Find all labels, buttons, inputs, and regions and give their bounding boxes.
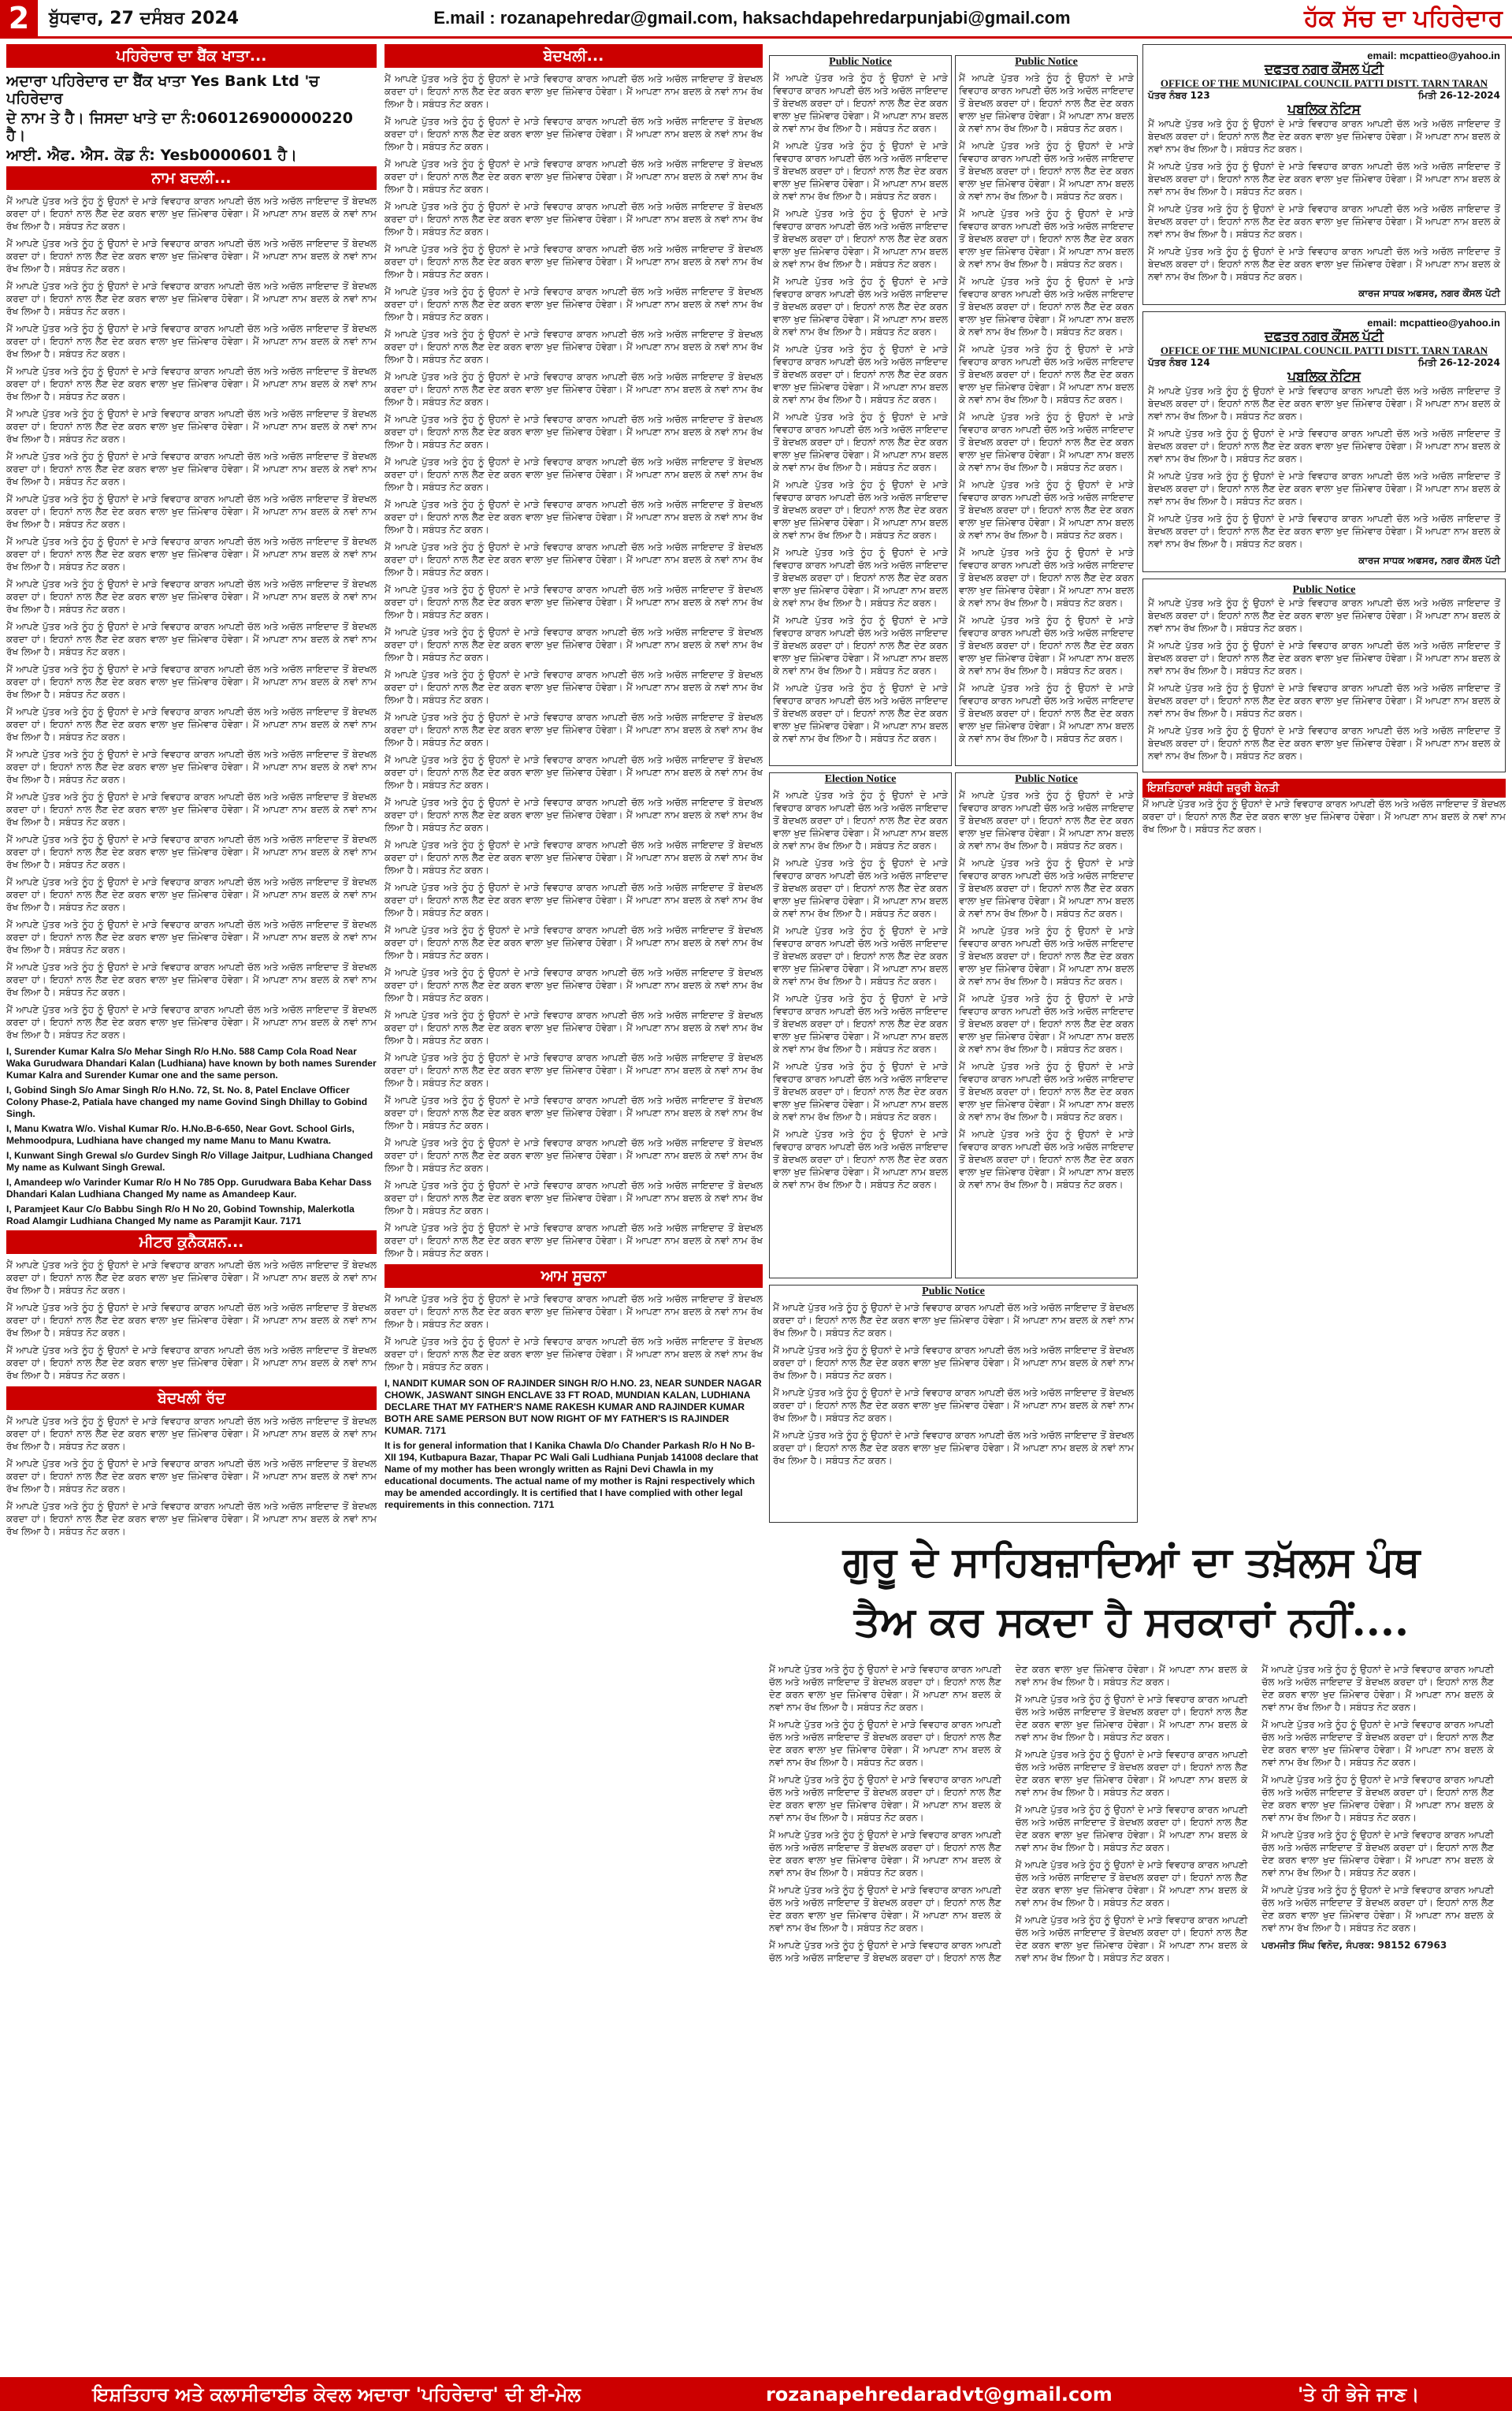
filler-text: ਮੈਂ ਆਪਣੇ ਪੁੱਤਰ ਅਤੇ ਨੂੰਹ ਨੂੰ ਉਹਨਾਂ ਦੇ ਮਾੜੇ ਵਿਵਹਾਰ ਕਾਰਨ ਆਪਣੀ ਚੱਲ ਅਤੇ ਅਚੱਲ ਜਾਇਦਾਦ ਤੋਂ ਬੇਦਖਲ ਕਰਦਾ ਹਾਂ। ਇਹਨਾਂ ਨਾਲ ਲੈਣ ਦੇਣ ਕਰਨ ਵਾਲਾ ਖੁਦ ਜ਼ਿੰਮੇਵਾਰ ਹੋਵੇਗਾ। ਮੈਂ ਆਪਣਾ ਨਾਮ ਬਦਲ ਕੇ ਨਵਾਂ ਨਾਮ ਰੱਖ ਲਿਆ ਹੈ। ਸਬੰਧਤ ਨੋਟ ਕਰਨ। [6, 1501, 377, 1537]
filler-text: ਮੈਂ ਆਪਣੇ ਪੁੱਤਰ ਅਤੇ ਨੂੰਹ ਨੂੰ ਉਹਨਾਂ ਦੇ ਮਾੜੇ ਵਿਵਹਾਰ ਕਾਰਨ ਆਪਣੀ ਚੱਲ ਅਤੇ ਅਚੱਲ ਜਾਇਦਾਦ ਤੋਂ ਬੇਦਖਲ ਕਰਦਾ ਹਾਂ। ਇਹਨਾਂ ਨਾਲ ਲੈਣ ਦੇਣ ਕਰਨ ਵਾਲਾ ਖੁਦ ਜ਼ਿੰਮੇਵਾਰ ਹੋਵੇਗਾ। ਮੈਂ ਆਪਣਾ ਨਾਮ ਬਦਲ ਕੇ ਨਵਾਂ ਨਾਮ ਰੱਖ ਲਿਆ ਹੈ। ਸਬੰਧਤ ਨੋਟ ਕਰਨ। [385, 499, 763, 535]
filler-text: ਮੈਂ ਆਪਣੇ ਪੁੱਤਰ ਅਤੇ ਨੂੰਹ ਨੂੰ ਉਹਨਾਂ ਦੇ ਮਾੜੇ ਵਿਵਹਾਰ ਕਾਰਨ ਆਪਣੀ ਚੱਲ ਅਤੇ ਅਚੱਲ ਜਾਇਦਾਦ ਤੋਂ ਬੇਦਖਲ ਕਰਦਾ ਹਾਂ। ਇਹਨਾਂ ਨਾਲ ਲੈਣ ਦੇਣ ਕਰਨ ਵਾਲਾ ਖੁਦ ਜ਼ਿੰਮੇਵਾਰ ਹੋਵੇਗਾ। ਮੈਂ ਆਪਣਾ ਨਾਮ ਬਦਲ ਕੇ ਨਵਾਂ ਨਾਮ ਰੱਖ ਲਿਆ ਹੈ। ਸਬੰਧਤ ਨੋਟ ਕਰਨ। [773, 1345, 1134, 1381]
notice-body [1148, 597, 1500, 762]
filler-text: ਮੈਂ ਆਪਣੇ ਪੁੱਤਰ ਅਤੇ ਨੂੰਹ ਨੂੰ ਉਹਨਾਂ ਦੇ ਮਾੜੇ ਵਿਵਹਾਰ ਕਾਰਨ ਆਪਣੀ ਚੱਲ ਅਤੇ ਅਚੱਲ ਜਾਇਦਾਦ ਤੋਂ ਬੇਦਖਲ ਕਰਦਾ ਹਾਂ। ਇਹਨਾਂ ਨਾਲ ਲੈਣ ਦੇਣ ਕਰਨ ਵਾਲਾ ਖੁਦ ਜ਼ਿੰਮੇਵਾਰ ਹੋਵੇਗਾ। ਮੈਂ ਆਪਣਾ ਨਾਮ ਬਦਲ ਕੇ ਨਵਾਂ ਨਾਮ ਰੱਖ ਲਿਆ ਹੈ। ਸਬੰਧਤ ਨੋਟ ਕਰਨ। [773, 140, 948, 202]
filler-text: ਮੈਂ ਆਪਣੇ ਪੁੱਤਰ ਅਤੇ ਨੂੰਹ ਨੂੰ ਉਹਨਾਂ ਦੇ ਮਾੜੇ ਵਿਵਹਾਰ ਕਾਰਨ ਆਪਣੀ ਚੱਲ ਅਤੇ ਅਚੱਲ ਜਾਇਦਾਦ ਤੋਂ ਬੇਦਖਲ ਕਰਦਾ ਹਾਂ। ਇਹਨਾਂ ਨਾਲ ਲੈਣ ਦੇਣ ਕਰਨ ਵਾਲਾ ਖੁਦ ਜ਼ਿੰਮੇਵਾਰ ਹੋਵੇਗਾ। ਮੈਂ ਆਪਣਾ ਨਾਮ ਬਦਲ ਕੇ ਨਵਾਂ ਨਾਮ ਰੱਖ ਲਿਆ ਹੈ। ਸਬੰਧਤ ਨੋਟ ਕਰਨ। [6, 621, 377, 657]
filler-text: ਮੈਂ ਆਪਣੇ ਪੁੱਤਰ ਅਤੇ ਨੂੰਹ ਨੂੰ ਉਹਨਾਂ ਦੇ ਮਾੜੇ ਵਿਵਹਾਰ ਕਾਰਨ ਆਪਣੀ ਚੱਲ ਅਤੇ ਅਚੱਲ ਜਾਇਦਾਦ ਤੋਂ ਬੇਦਖਲ ਕਰਦਾ ਹਾਂ। ਇਹਨਾਂ ਨਾਲ ਲੈਣ ਦੇਣ ਕਰਨ ਵਾਲਾ ਖੁਦ ਜ਼ਿੰਮੇਵਾਰ ਹੋਵੇਗਾ। ਮੈਂ ਆਪਣਾ ਨਾਮ ਬਦਲ ਕੇ ਨਵਾਂ ਨਾਮ ਰੱਖ ਲਿਆ ਹੈ। ਸਬੰਧਤ ਨੋਟ ਕਰਨ। [1261, 1774, 1494, 1823]
filler-text: ਮੈਂ ਆਪਣੇ ਪੁੱਤਰ ਅਤੇ ਨੂੰਹ ਨੂੰ ਉਹਨਾਂ ਦੇ ਮਾੜੇ ਵਿਵਹਾਰ ਕਾਰਨ ਆਪਣੀ ਚੱਲ ਅਤੇ ਅਚੱਲ ਜਾਇਦਾਦ ਤੋਂ ਬੇਦਖਲ ਕਰਦਾ ਹਾਂ। ਇਹਨਾਂ ਨਾਲ ਲੈਣ ਦੇਣ ਕਰਨ ਵਾਲਾ ਖੁਦ ਜ਼ਿੰਮੇਵਾਰ ਹੋਵੇਗਾ। ਮੈਂ ਆਪਣਾ ਨਾਮ ਬਦਲ ਕੇ ਨਵਾਂ ਨਾਮ ਰੱਖ ਲਿਆ ਹੈ। ਸਬੰਧਤ ਨੋਟ ਕਰਨ। [385, 1052, 763, 1088]
filler-text: ਮੈਂ ਆਪਣੇ ਪੁੱਤਰ ਅਤੇ ਨੂੰਹ ਨੂੰ ਉਹਨਾਂ ਦੇ ਮਾੜੇ ਵਿਵਹਾਰ ਕਾਰਨ ਆਪਣੀ ਚੱਲ ਅਤੇ ਅਚੱਲ ਜਾਇਦਾਦ ਤੋਂ ਬੇਦਖਲ ਕਰਦਾ ਹਾਂ। ਇਹਨਾਂ ਨਾਲ ਲੈਣ ਦੇਣ ਕਰਨ ਵਾਲਾ ਖੁਦ ਜ਼ਿੰਮੇਵਾਰ ਹੋਵੇਗਾ। ਮੈਂ ਆਪਣਾ ਨਾਮ ਬਦਲ ਕੇ ਨਵਾਂ ਨਾਮ ਰੱਖ ਲਿਆ ਹੈ। ਸਬੰਧਤ ਨੋਟ ਕਰਨ। [773, 208, 948, 270]
notice-body [956, 786, 1137, 1199]
filler-text: ਮੈਂ ਆਪਣੇ ਪੁੱਤਰ ਅਤੇ ਨੂੰਹ ਨੂੰ ਉਹਨਾਂ ਦੇ ਮਾੜੇ ਵਿਵਹਾਰ ਕਾਰਨ ਆਪਣੀ ਚੱਲ ਅਤੇ ਅਚੱਲ ਜਾਇਦਾਦ ਤੋਂ ਬੇਦਖਲ ਕਰਦਾ ਹਾਂ। ਇਹਨਾਂ ਨਾਲ ਲੈਣ ਦੇਣ ਕਰਨ ਵਾਲਾ ਖੁਦ ਜ਼ਿੰਮੇਵਾਰ ਹੋਵੇਗਾ। ਮੈਂ ਆਪਣਾ ਨਾਮ ਬਦਲ ਕੇ ਨਵਾਂ ਨਾਮ ਰੱਖ ਲਿਆ ਹੈ। ਸਬੰਧਤ ਨੋਟ ਕਰਨ। [773, 547, 948, 608]
notice-title: ਪਬਲਿਕ ਨੋਟਿਸ [1287, 369, 1361, 384]
filler-text: ਮੈਂ ਆਪਣੇ ਪੁੱਤਰ ਅਤੇ ਨੂੰਹ ਨੂੰ ਉਹਨਾਂ ਦੇ ਮਾੜੇ ਵਿਵਹਾਰ ਕਾਰਨ ਆਪਣੀ ਚੱਲ ਅਤੇ ਅਚੱਲ ਜਾਇਦਾਦ ਤੋਂ ਬੇਦਖਲ ਕਰਦਾ ਹਾਂ। ਇਹਨਾਂ ਨਾਲ ਲੈਣ ਦੇਣ ਕਰਨ ਵਾਲਾ ਖੁਦ ਜ਼ਿੰਮੇਵਾਰ ਹੋਵੇਗਾ। ਮੈਂ ਆਪਣਾ ਨਾਮ ਬਦਲ ਕੇ ਨਵਾਂ ਨਾਮ ਰੱਖ ਲਿਆ ਹੈ। ਸਬੰਧਤ ਨੋਟ ਕਰਨ। [6, 195, 377, 232]
english-notice: I, Paramjeet Kaur C/o Babbu Singh R/o H No 20, Gobind Township, Malerkotla Road Alamgir Ludhiana Changed My name as Paramjit Kaur. 7171 [6, 1204, 355, 1226]
filler-text: ਮੈਂ ਆਪਣੇ ਪੁੱਤਰ ਅਤੇ ਨੂੰਹ ਨੂੰ ਉਹਨਾਂ ਦੇ ਮਾੜੇ ਵਿਵਹਾਰ ਕਾਰਨ ਆਪਣੀ ਚੱਲ ਅਤੇ ਅਚੱਲ ਜਾਇਦਾਦ ਤੋਂ ਬੇਦਖਲ ਕਰਦਾ ਹਾਂ। ਇਹਨਾਂ ਨਾਲ ਲੈਣ ਦੇਣ ਕਰਨ ਵਾਲਾ ਖੁਦ ਜ਼ਿੰਮੇਵਾਰ ਹੋਵੇਗਾ। ਮੈਂ ਆਪਣਾ ਨਾਮ ਬਦਲ ਕੇ ਨਵਾਂ ਨਾਮ ਰੱਖ ਲਿਆ ਹੈ। ਸਬੰਧਤ ਨੋਟ ਕਰਨ। [385, 1336, 763, 1372]
filler-text: ਮੈਂ ਆਪਣੇ ਪੁੱਤਰ ਅਤੇ ਨੂੰਹ ਨੂੰ ਉਹਨਾਂ ਦੇ ਮਾੜੇ ਵਿਵਹਾਰ ਕਾਰਨ ਆਪਣੀ ਚੱਲ ਅਤੇ ਅਚੱਲ ਜਾਇਦਾਦ ਤੋਂ ਬੇਦਖਲ ਕਰਦਾ ਹਾਂ। ਇਹਨਾਂ ਨਾਲ ਲੈਣ ਦੇਣ ਕਰਨ ਵਾਲਾ ਖੁਦ ਜ਼ਿੰਮੇਵਾਰ ਹੋਵੇਗਾ। ਮੈਂ ਆਪਣਾ ਨਾਮ ਬਦਲ ਕੇ ਨਵਾਂ ਨਾਮ ਰੱਖ ਲਿਆ ਹੈ। ਸਬੰਧਤ ਨੋਟ ਕਰਨ। [385, 627, 763, 663]
filler-text: ਮੈਂ ਆਪਣੇ ਪੁੱਤਰ ਅਤੇ ਨੂੰਹ ਨੂੰ ਉਹਨਾਂ ਦੇ ਮਾੜੇ ਵਿਵਹਾਰ ਕਾਰਨ ਆਪਣੀ ਚੱਲ ਅਤੇ ਅਚੱਲ ਜਾਇਦਾਦ ਤੋਂ ਬੇਦਖਲ ਕਰਦਾ ਹਾਂ। ਇਹਨਾਂ ਨਾਲ ਲੈਣ ਦੇਣ ਕਰਨ ਵਾਲਾ ਖੁਦ ਜ਼ਿੰਮੇਵਾਰ ਹੋਵੇਗਾ। ਮੈਂ ਆਪਣਾ ਨਾਮ ਬਦਲ ਕੇ ਨਵਾਂ ਨਾਮ ਰੱਖ ਲਿਆ ਹੈ। ਸਬੰਧਤ ਨੋਟ ਕਰਨ। [1148, 203, 1500, 240]
filler-text: ਮੈਂ ਆਪਣੇ ਪੁੱਤਰ ਅਤੇ ਨੂੰਹ ਨੂੰ ਉਹਨਾਂ ਦੇ ਮਾੜੇ ਵਿਵਹਾਰ ਕਾਰਨ ਆਪਣੀ ਚੱਲ ਅਤੇ ਅਚੱਲ ਜਾਇਦਾਦ ਤੋਂ ਬੇਦਖਲ ਕਰਦਾ ਹਾਂ। ਇਹਨਾਂ ਨਾਲ ਲੈਣ ਦੇਣ ਕਰਨ ਵਾਲਾ ਖੁਦ ਜ਼ਿੰਮੇਵਾਰ ਹੋਵੇਗਾ। ਮੈਂ ਆਪਣਾ ਨਾਮ ਬਦਲ ਕੇ ਨਵਾਂ ਨਾਮ ਰੱਖ ਲਿਆ ਹੈ। ਸਬੰਧਤ ਨੋਟ ਕਰਨ। [1142, 798, 1506, 835]
filler-text: ਮੈਂ ਆਪਣੇ ਪੁੱਤਰ ਅਤੇ ਨੂੰਹ ਨੂੰ ਉਹਨਾਂ ਦੇ ਮਾੜੇ ਵਿਵਹਾਰ ਕਾਰਨ ਆਪਣੀ ਚੱਲ ਅਤੇ ਅਚੱਲ ਜਾਇਦਾਦ ਤੋਂ ਬੇਦਖਲ ਕਰਦਾ ਹਾਂ। ਇਹਨਾਂ ਨਾਲ ਲੈਣ ਦੇਣ ਕਰਨ ਵਾਲਾ ਖੁਦ ਜ਼ਿੰਮੇਵਾਰ ਹੋਵੇਗਾ। ਮੈਂ ਆਪਣਾ ਨਾਮ ਬਦਲ ਕੇ ਨਵਾਂ ਨਾਮ ਰੱਖ ਲਿਆ ਹੈ। ਸਬੰਧਤ ਨੋਟ ਕਰਨ। [773, 1302, 1134, 1338]
article-author: ਪਰਮਜੀਤ ਸਿੰਘ ਵਿਨੋਦ, ਸੰਪਰਕ: 98152 67963 [1261, 1940, 1447, 1951]
filler-text: ਮੈਂ ਆਪਣੇ ਪੁੱਤਰ ਅਤੇ ਨੂੰਹ ਨੂੰ ਉਹਨਾਂ ਦੇ ਮਾੜੇ ਵਿਵਹਾਰ ਕਾਰਨ ਆਪਣੀ ਚੱਲ ਅਤੇ ਅਚੱਲ ਜਾਇਦਾਦ ਤੋਂ ਬੇਦਖਲ ਕਰਦਾ ਹਾਂ। ਇਹਨਾਂ ਨਾਲ ਲੈਣ ਦੇਣ ਕਰਨ ਵਾਲਾ ਖੁਦ ਜ਼ਿੰਮੇਵਾਰ ਹੋਵੇਗਾ। ਮੈਂ ਆਪਣਾ ਨਾਮ ਬਦਲ ਕੇ ਨਵਾਂ ਨਾਮ ਰੱਖ ਲਿਆ ਹੈ। ਸਬੰਧਤ ਨੋਟ ਕਰਨ। [1015, 1749, 1248, 1798]
disown-notices [385, 73, 763, 1259]
filler-text: ਮੈਂ ਆਪਣੇ ਪੁੱਤਰ ਅਤੇ ਨੂੰਹ ਨੂੰ ਉਹਨਾਂ ਦੇ ਮਾੜੇ ਵਿਵਹਾਰ ਕਾਰਨ ਆਪਣੀ ਚੱਲ ਅਤੇ ਅਚੱਲ ਜਾਇਦਾਦ ਤੋਂ ਬੇਦਖਲ ਕਰਦਾ ਹਾਂ। ਇਹਨਾਂ ਨਾਲ ਲੈਣ ਦੇਣ ਕਰਨ ਵਾਲਾ ਖੁਦ ਜ਼ਿੰਮੇਵਾਰ ਹੋਵੇਗਾ। ਮੈਂ ਆਪਣਾ ਨਾਮ ਬਦਲ ਕੇ ਨਵਾਂ ਨਾਮ ਰੱਖ ਲਿਆ ਹੈ। ਸਬੰਧਤ ਨੋਟ ਕਰਨ। [6, 1458, 377, 1494]
filler-text: ਮੈਂ ਆਪਣੇ ਪੁੱਤਰ ਅਤੇ ਨੂੰਹ ਨੂੰ ਉਹਨਾਂ ਦੇ ਮਾੜੇ ਵਿਵਹਾਰ ਕਾਰਨ ਆਪਣੀ ਚੱਲ ਅਤੇ ਅਚੱਲ ਜਾਇਦਾਦ ਤੋਂ ਬੇਦਖਲ ਕਰਦਾ ਹਾਂ। ਇਹਨਾਂ ਨਾਲ ਲੈਣ ਦੇਣ ਕਰਨ ਵਾਲਾ ਖੁਦ ਜ਼ਿੰਮੇਵਾਰ ਹੋਵੇਗਾ। ਮੈਂ ਆਪਣਾ ਨਾਮ ਬਦਲ ਕੇ ਨਵਾਂ ਨਾਮ ਰੱਖ ਲਿਆ ਹੈ। ਸਬੰਧਤ ਨੋਟ ਕਰਨ। [385, 116, 763, 152]
office-title-pa: ਦਫਤਰ ਨਗਰ ਕੌਂਸਲ ਪੱਟੀ [1265, 61, 1384, 76]
filler-text: ਮੈਂ ਆਪਣੇ ਪੁੱਤਰ ਅਤੇ ਨੂੰਹ ਨੂੰ ਉਹਨਾਂ ਦੇ ਮਾੜੇ ਵਿਵਹਾਰ ਕਾਰਨ ਆਪਣੀ ਚੱਲ ਅਤੇ ਅਚੱਲ ਜਾਇਦਾਦ ਤੋਂ ਬੇਦਖਲ ਕਰਦਾ ਹਾਂ। ਇਹਨਾਂ ਨਾਲ ਲੈਣ ਦੇਣ ਕਰਨ ਵਾਲਾ ਖੁਦ ਜ਼ਿੰਮੇਵਾਰ ਹੋਵੇਗਾ। ਮੈਂ ਆਪਣਾ ਨਾਮ ਬਦਲ ਕੇ ਨਵਾਂ ਨਾਮ ਰੱਖ ਲਿਆ ਹੈ। ਸਬੰਧਤ ਨੋਟ ਕਰਨ। [1261, 1719, 1494, 1768]
filler-text: ਮੈਂ ਆਪਣੇ ਪੁੱਤਰ ਅਤੇ ਨੂੰਹ ਨੂੰ ਉਹਨਾਂ ਦੇ ਮਾੜੇ ਵਿਵਹਾਰ ਕਾਰਨ ਆਪਣੀ ਚੱਲ ਅਤੇ ਅਚੱਲ ਜਾਇਦਾਦ ਤੋਂ ਬੇਦਖਲ ਕਰਦਾ ਹਾਂ। ਇਹਨਾਂ ਨਾਲ ਲੈਣ ਦੇਣ ਕਰਨ ਵਾਲਾ ਖੁਦ ਜ਼ਿੰਮੇਵਾਰ ਹੋਵੇਗਾ। ਮੈਂ ਆਪਣਾ ਨਾਮ ਬਦਲ ਕੇ ਨਵਾਂ ਨਾਮ ਰੱਖ ਲਿਆ ਹੈ। ਸਬੰਧਤ ਨੋਟ ਕਰਨ। [959, 547, 1134, 608]
signature: ਕਾਰਜ ਸਾਧਕ ਅਫਸਰ, ਨਗਰ ਕੌਂਸਲ ਪੱਟੀ [1358, 555, 1500, 566]
filler-text: ਮੈਂ ਆਪਣੇ ਪੁੱਤਰ ਅਤੇ ਨੂੰਹ ਨੂੰ ਉਹਨਾਂ ਦੇ ਮਾੜੇ ਵਿਵਹਾਰ ਕਾਰਨ ਆਪਣੀ ਚੱਲ ਅਤੇ ਅਚੱਲ ਜਾਇਦਾਦ ਤੋਂ ਬੇਦਖਲ ਕਰਦਾ ਹਾਂ। ਇਹਨਾਂ ਨਾਲ ਲੈਣ ਦੇਣ ਕਰਨ ਵਾਲਾ ਖੁਦ ਜ਼ਿੰਮੇਵਾਰ ਹੋਵੇਗਾ। ਮੈਂ ਆਪਣਾ ਨਾਮ ਬਦਲ ਕੇ ਨਵਾਂ ਨਾਮ ਰੱਖ ਲਿਆ ਹੈ। ਸਬੰਧਤ ਨੋਟ ਕਰਨ। [385, 456, 763, 493]
cancel-notices [6, 1415, 377, 1538]
filler-text: ਮੈਂ ਆਪਣੇ ਪੁੱਤਰ ਅਤੇ ਨੂੰਹ ਨੂੰ ਉਹਨਾਂ ਦੇ ਮਾੜੇ ਵਿਵਹਾਰ ਕਾਰਨ ਆਪਣੀ ਚੱਲ ਅਤੇ ਅਚੱਲ ਜਾਇਦਾਦ ਤੋਂ ਬੇਦਖਲ ਕਰਦਾ ਹਾਂ। ਇਹਨਾਂ ਨਾਲ ਲੈਣ ਦੇਣ ਕਰਨ ਵਾਲਾ ਖੁਦ ਜ਼ਿੰਮੇਵਾਰ ਹੋਵੇਗਾ। ਮੈਂ ਆਪਣਾ ਨਾਮ ਬਦਲ ਕੇ ਨਵਾਂ ਨਾਮ ਰੱਖ ਲਿਆ ਹੈ। ਸਬੰਧਤ ਨੋਟ ਕਰਨ। [959, 344, 1134, 405]
filler-text: ਮੈਂ ਆਪਣੇ ਪੁੱਤਰ ਅਤੇ ਨੂੰਹ ਨੂੰ ਉਹਨਾਂ ਦੇ ਮਾੜੇ ਵਿਵਹਾਰ ਕਾਰਨ ਆਪਣੀ ਚੱਲ ਅਤੇ ਅਚੱਲ ਜਾਇਦਾਦ ਤੋਂ ਬੇਦਖਲ ਕਰਦਾ ਹਾਂ। ਇਹਨਾਂ ਨਾਲ ਲੈਣ ਦੇਣ ਕਰਨ ਵਾਲਾ ਖੁਦ ਜ਼ਿੰਮੇਵਾਰ ਹੋਵੇਗਾ। ਮੈਂ ਆਪਣਾ ਨਾਮ ਬਦਲ ਕੇ ਨਵਾਂ ਨਾਮ ਰੱਖ ਲਿਆ ਹੈ। ਸਬੰਧਤ ਨੋਟ ਕਰਨ। [6, 493, 377, 530]
filler-text: ਮੈਂ ਆਪਣੇ ਪੁੱਤਰ ਅਤੇ ਨੂੰਹ ਨੂੰ ਉਹਨਾਂ ਦੇ ਮਾੜੇ ਵਿਵਹਾਰ ਕਾਰਨ ਆਪਣੀ ਚੱਲ ਅਤੇ ਅਚੱਲ ਜਾਇਦਾਦ ਤੋਂ ਬੇਦਖਲ ਕਰਦਾ ਹਾਂ। ਇਹਨਾਂ ਨਾਲ ਲੈਣ ਦੇਣ ਕਰਨ ਵਾਲਾ ਖੁਦ ਜ਼ਿੰਮੇਵਾਰ ਹੋਵੇਗਾ। ਮੈਂ ਆਪਣਾ ਨਾਮ ਬਦਲ ਕੇ ਨਵਾਂ ਨਾਮ ਰੱਖ ਲਿਆ ਹੈ। ਸਬੰਧਤ ਨੋਟ ਕਰਨ। [769, 1774, 1001, 1823]
notice-body [770, 69, 951, 753]
name-change-title: ਨਾਮ ਬਦਲੀ... [6, 166, 377, 190]
general-notices [385, 1293, 763, 1373]
filler-text: ਮੈਂ ਆਪਣੇ ਪੁੱਤਰ ਅਤੇ ਨੂੰਹ ਨੂੰ ਉਹਨਾਂ ਦੇ ਮਾੜੇ ਵਿਵਹਾਰ ਕਾਰਨ ਆਪਣੀ ਚੱਲ ਅਤੇ ਅਚੱਲ ਜਾਇਦਾਦ ਤੋਂ ਬੇਦਖਲ ਕਰਦਾ ਹਾਂ। ਇਹਨਾਂ ਨਾਲ ਲੈਣ ਦੇਣ ਕਰਨ ਵਾਲਾ ਖੁਦ ਜ਼ਿੰਮੇਵਾਰ ਹੋਵੇਗਾ। ਮੈਂ ਆਪਣਾ ਨਾਮ ਬਦਲ ਕੇ ਨਵਾਂ ਨਾਮ ਰੱਖ ਲਿਆ ਹੈ। ਸਬੰਧਤ ਨੋਟ ਕਰਨ। [385, 201, 763, 237]
column-right [1142, 44, 1506, 1526]
municipal-notice-2 [1142, 311, 1506, 572]
ad-note-body [1142, 798, 1506, 835]
issue-date: ਬੁੱਧਵਾਰ, 27 ਦਸੰਬਰ 2024 [49, 8, 240, 28]
filler-text: ਮੈਂ ਆਪਣੇ ਪੁੱਤਰ ਅਤੇ ਨੂੰਹ ਨੂੰ ਉਹਨਾਂ ਦੇ ਮਾੜੇ ਵਿਵਹਾਰ ਕਾਰਨ ਆਪਣੀ ਚੱਲ ਅਤੇ ਅਚੱਲ ਜਾਇਦਾਦ ਤੋਂ ਬੇਦਖਲ ਕਰਦਾ ਹਾਂ। ਇਹਨਾਂ ਨਾਲ ਲੈਣ ਦੇਣ ਕਰਨ ਵਾਲਾ ਖੁਦ ਜ਼ਿੰਮੇਵਾਰ ਹੋਵੇਗਾ। ਮੈਂ ਆਪਣਾ ਨਾਮ ਬਦਲ ਕੇ ਨਵਾਂ ਨਾਮ ਰੱਖ ਲਿਆ ਹੈ। ਸਬੰਧਤ ਨੋਟ ਕਰਨ। [773, 790, 948, 851]
filler-text: ਮੈਂ ਆਪਣੇ ਪੁੱਤਰ ਅਤੇ ਨੂੰਹ ਨੂੰ ਉਹਨਾਂ ਦੇ ਮਾੜੇ ਵਿਵਹਾਰ ਕਾਰਨ ਆਪਣੀ ਚੱਲ ਅਤੇ ਅਚੱਲ ਜਾਇਦਾਦ ਤੋਂ ਬੇਦਖਲ ਕਰਦਾ ਹਾਂ। ਇਹਨਾਂ ਨਾਲ ਲੈਣ ਦੇਣ ਕਰਨ ਵਾਲਾ ਖੁਦ ਜ਼ਿੰਮੇਵਾਰ ਹੋਵੇਗਾ। ਮੈਂ ਆਪਣਾ ਨਾਮ ਬਦਲ ਕੇ ਨਵਾਂ ਨਾਮ ਰੱਖ ਲਿਆ ਹੈ। ਸਬੰਧਤ ਨੋਟ ਕਰਨ। [1148, 385, 1500, 422]
notice-heading: Public Notice [829, 56, 892, 68]
filler-text: ਮੈਂ ਆਪਣੇ ਪੁੱਤਰ ਅਤੇ ਨੂੰਹ ਨੂੰ ਉਹਨਾਂ ਦੇ ਮਾੜੇ ਵਿਵਹਾਰ ਕਾਰਨ ਆਪਣੀ ਚੱਲ ਅਤੇ ਅਚੱਲ ਜਾਇਦਾਦ ਤੋਂ ਬੇਦਖਲ ਕਰਦਾ ਹਾਂ। ਇਹਨਾਂ ਨਾਲ ਲੈਣ ਦੇਣ ਕਰਨ ਵਾਲਾ ਖੁਦ ਜ਼ਿੰਮੇਵਾਰ ਹੋਵੇਗਾ। ਮੈਂ ਆਪਣਾ ਨਾਮ ਬਦਲ ਕੇ ਨਵਾਂ ਨਾਮ ਰੱਖ ਲਿਆ ਹੈ। ਸਬੰਧਤ ਨੋਟ ਕਰਨ। [773, 1129, 948, 1190]
bank-line-2: ਦੇ ਨਾਮ ਤੇ ਹੈ। ਜਿਸਦਾ ਖਾਤੇ ਦਾ ਨੰ:060126900000220 ਹੈ। [6, 110, 353, 144]
disown-title: ਬੇਦਖਲੀ... [385, 44, 763, 68]
english-notice: I, Surender Kumar Kalra S/o Mehar Singh R/o H.No. 588 Camp Cola Road Near Waka Gurudwara Dhandari Kalan (Ludhiana) have known by both names Surender Kumar Kalra and Surender Kumar one and the same person. [6, 1046, 377, 1081]
bank-line-3: ਆਈ. ਐਫ. ਐਸ. ਕੋਡ ਨੰ: Yesb0000601 ਹੈ। [6, 147, 297, 164]
filler-text: ਮੈਂ ਆਪਣੇ ਪੁੱਤਰ ਅਤੇ ਨੂੰਹ ਨੂੰ ਉਹਨਾਂ ਦੇ ਮਾੜੇ ਵਿਵਹਾਰ ਕਾਰਨ ਆਪਣੀ ਚੱਲ ਅਤੇ ਅਚੱਲ ਜਾਇਦਾਦ ਤੋਂ ਬੇਦਖਲ ਕਰਦਾ ਹਾਂ। ਇਹਨਾਂ ਨਾਲ ਲੈਣ ਦੇਣ ਕਰਨ ਵਾਲਾ ਖੁਦ ਜ਼ਿੰਮੇਵਾਰ ਹੋਵੇਗਾ। ਮੈਂ ਆਪਣਾ ਨਾਮ ਬਦਲ ਕੇ ਨਵਾਂ ਨਾਮ ਰੱਖ ਲਿਆ ਹੈ। ਸਬੰਧਤ ਨੋਟ ਕਰਨ। [385, 967, 763, 1003]
filler-text: ਮੈਂ ਆਪਣੇ ਪੁੱਤਰ ਅਤੇ ਨੂੰਹ ਨੂੰ ਉਹਨਾਂ ਦੇ ਮਾੜੇ ਵਿਵਹਾਰ ਕਾਰਨ ਆਪਣੀ ਚੱਲ ਅਤੇ ਅਚੱਲ ਜਾਇਦਾਦ ਤੋਂ ਬੇਦਖਲ ਕਰਦਾ ਹਾਂ। ਇਹਨਾਂ ਨਾਲ ਲੈਣ ਦੇਣ ਕਰਨ ਵਾਲਾ ਖੁਦ ਜ਼ਿੰਮੇਵਾਰ ਹੋਵੇਗਾ। ਮੈਂ ਆਪਣਾ ਨਾਮ ਬਦਲ ਕੇ ਨਵਾਂ ਨਾਮ ਰੱਖ ਲਿਆ ਹੈ। ਸਬੰਧਤ ਨੋਟ ਕਰਨ। [769, 1885, 1001, 1933]
notice-heading: Election Notice [824, 773, 897, 785]
filler-text: ਮੈਂ ਆਪਣੇ ਪੁੱਤਰ ਅਤੇ ਨੂੰਹ ਨੂੰ ਉਹਨਾਂ ਦੇ ਮਾੜੇ ਵਿਵਹਾਰ ਕਾਰਨ ਆਪਣੀ ਚੱਲ ਅਤੇ ਅਚੱਲ ਜਾਇਦਾਦ ਤੋਂ ਬੇਦਖਲ ਕਰਦਾ ਹਾਂ। ਇਹਨਾਂ ਨਾਲ ਲੈਣ ਦੇਣ ਕਰਨ ਵਾਲਾ ਖੁਦ ਜ਼ਿੰਮੇਵਾਰ ਹੋਵੇਗਾ। ਮੈਂ ਆਪਣਾ ਨਾਮ ਬਦਲ ਕੇ ਨਵਾਂ ਨਾਮ ਰੱਖ ਲਿਆ ਹੈ। ਸਬੰਧਤ ਨੋਟ ਕਰਨ। [959, 993, 1134, 1055]
office-title-en: OFFICE OF THE MUNICIPAL COUNCIL PATTI DISTT. TARN TARAN [1160, 344, 1488, 356]
filler-text: ਮੈਂ ਆਪਣੇ ਪੁੱਤਰ ਅਤੇ ਨੂੰਹ ਨੂੰ ਉਹਨਾਂ ਦੇ ਮਾੜੇ ਵਿਵਹਾਰ ਕਾਰਨ ਆਪਣੀ ਚੱਲ ਅਤੇ ਅਚੱਲ ਜਾਇਦਾਦ ਤੋਂ ਬੇਦਖਲ ਕਰਦਾ ਹਾਂ। ਇਹਨਾਂ ਨਾਲ ਲੈਣ ਦੇਣ ਕਰਨ ਵਾਲਾ ਖੁਦ ਜ਼ਿੰਮੇਵਾਰ ਹੋਵੇਗਾ। ਮੈਂ ਆਪਣਾ ਨਾਮ ਬਦਲ ਕੇ ਨਵਾਂ ਨਾਮ ਰੱਖ ਲਿਆ ਹੈ। ਸਬੰਧਤ ਨੋਟ ਕਰਨ। [385, 839, 763, 876]
english-notice: I, Gobind Singh S/o Amar Singh R/o H.No. 72, St. No. 8, Patel Enclave Officer Colony Phase-2, Patiala have changed my name Govind Singh Dhillay to Gobind Singh. [6, 1085, 368, 1119]
filler-text: ਮੈਂ ਆਪਣੇ ਪੁੱਤਰ ਅਤੇ ਨੂੰਹ ਨੂੰ ਉਹਨਾਂ ਦੇ ਮਾੜੇ ਵਿਵਹਾਰ ਕਾਰਨ ਆਪਣੀ ਚੱਲ ਅਤੇ ਅਚੱਲ ਜਾਇਦਾਦ ਤੋਂ ਬੇਦਖਲ ਕਰਦਾ ਹਾਂ। ਇਹਨਾਂ ਨਾਲ ਲੈਣ ਦੇਣ ਕਰਨ ਵਾਲਾ ਖੁਦ ਜ਼ਿੰਮੇਵਾਰ ਹੋਵੇਗਾ। ਮੈਂ ਆਪਣਾ ਨਾਮ ਬਦਲ ਕੇ ਨਵਾਂ ਨਾਮ ਰੱਖ ਲਿਆ ਹੈ। ਸਬੰਧਤ ਨੋਟ ਕਰਨ। [959, 683, 1134, 744]
column-left [6, 44, 377, 2369]
filler-text: ਮੈਂ ਆਪਣੇ ਪੁੱਤਰ ਅਤੇ ਨੂੰਹ ਨੂੰ ਉਹਨਾਂ ਦੇ ਮਾੜੇ ਵਿਵਹਾਰ ਕਾਰਨ ਆਪਣੀ ਚੱਲ ਅਤੇ ਅਚੱਲ ਜਾਇਦਾਦ ਤੋਂ ਬੇਦਖਲ ਕਰਦਾ ਹਾਂ। ਇਹਨਾਂ ਨਾਲ ਲੈਣ ਦੇਣ ਕਰਨ ਵਾਲਾ ਖੁਦ ਜ਼ਿੰਮੇਵਾਰ ਹੋਵੇਗਾ। ਮੈਂ ਆਪਣਾ ਨਾਮ ਬਦਲ ਕੇ ਨਵਾਂ ਨਾਮ ਰੱਖ ਲਿਆ ਹੈ। ਸਬੰਧਤ ਨੋਟ ਕਰਨ। [1148, 597, 1500, 634]
filler-text: ਮੈਂ ਆਪਣੇ ਪੁੱਤਰ ਅਤੇ ਨੂੰਹ ਨੂੰ ਉਹਨਾਂ ਦੇ ਮਾੜੇ ਵਿਵਹਾਰ ਕਾਰਨ ਆਪਣੀ ਚੱਲ ਅਤੇ ਅਚੱਲ ਜਾਇਦਾਦ ਤੋਂ ਬੇਦਖਲ ਕਰਦਾ ਹਾਂ। ਇਹਨਾਂ ਨਾਲ ਲੈਣ ਦੇਣ ਕਰਨ ਵਾਲਾ ਖੁਦ ਜ਼ਿੰਮੇਵਾਰ ਹੋਵੇਗਾ। ਮੈਂ ਆਪਣਾ ਨਾਮ ਬਦਲ ਕੇ ਨਵਾਂ ਨਾਮ ਰੱਖ ਲਿਆ ਹੈ। ਸਬੰਧਤ ਨੋਟ ਕਰਨ। [6, 664, 377, 700]
filler-text: ਮੈਂ ਆਪਣੇ ਪੁੱਤਰ ਅਤੇ ਨੂੰਹ ਨੂੰ ਉਹਨਾਂ ਦੇ ਮਾੜੇ ਵਿਵਹਾਰ ਕਾਰਨ ਆਪਣੀ ਚੱਲ ਅਤੇ ਅਚੱਲ ਜਾਇਦਾਦ ਤੋਂ ਬੇਦਖਲ ਕਰਦਾ ਹਾਂ। ਇਹਨਾਂ ਨਾਲ ਲੈਣ ਦੇਣ ਕਰਨ ਵਾਲਾ ਖੁਦ ਜ਼ਿੰਮੇਵਾਰ ਹੋਵੇਗਾ। ਮੈਂ ਆਪਣਾ ਨਾਮ ਬਦਲ ਕੇ ਨਵਾਂ ਨਾਮ ਰੱਖ ਲਿਆ ਹੈ। ਸਬੰਧਤ ਨੋਟ ਕਰਨ। [959, 858, 1134, 919]
notice-body [770, 786, 951, 1199]
notice-heading: Public Notice [1015, 56, 1078, 68]
page-number: 2 [0, 0, 38, 36]
filler-text: ਮੈਂ ਆਪਣੇ ਪੁੱਤਰ ਅਤੇ ਨੂੰਹ ਨੂੰ ਉਹਨਾਂ ਦੇ ਮਾੜੇ ਵਿਵਹਾਰ ਕਾਰਨ ਆਪਣੀ ਚੱਲ ਅਤੇ ਅਚੱਲ ਜਾਇਦਾਦ ਤੋਂ ਬੇਦਖਲ ਕਰਦਾ ਹਾਂ। ਇਹਨਾਂ ਨਾਲ ਲੈਣ ਦੇਣ ਕਰਨ ਵਾਲਾ ਖੁਦ ਜ਼ਿੰਮੇਵਾਰ ਹੋਵੇਗਾ। ਮੈਂ ਆਪਣਾ ਨਾਮ ਬਦਲ ਕੇ ਨਵਾਂ ਨਾਮ ਰੱਖ ਲਿਆ ਹੈ। ਸਬੰਧਤ ਨੋਟ ਕਰਨ। [1015, 1694, 1248, 1743]
filler-text: ਮੈਂ ਆਪਣੇ ਪੁੱਤਰ ਅਤੇ ਨੂੰਹ ਨੂੰ ਉਹਨਾਂ ਦੇ ਮਾੜੇ ਵਿਵਹਾਰ ਕਾਰਨ ਆਪਣੀ ਚੱਲ ਅਤੇ ਅਚੱਲ ਜਾਇਦਾਦ ਤੋਂ ਬੇਦਖਲ ਕਰਦਾ ਹਾਂ। ਇਹਨਾਂ ਨਾਲ ਲੈਣ ਦੇਣ ਕਰਨ ਵਾਲਾ ਖੁਦ ਜ਼ਿੰਮੇਵਾਰ ਹੋਵੇਗਾ। ਮੈਂ ਆਪਣਾ ਨਾਮ ਬਦਲ ਕੇ ਨਵਾਂ ਨਾਮ ਰੱਖ ਲਿਆ ਹੈ। ਸਬੰਧਤ ਨੋਟ ਕਰਨ। [6, 579, 377, 615]
public-notice-box [955, 55, 1138, 766]
filler-text: ਮੈਂ ਆਪਣੇ ਪੁੱਤਰ ਅਤੇ ਨੂੰਹ ਨੂੰ ਉਹਨਾਂ ਦੇ ਮਾੜੇ ਵਿਵਹਾਰ ਕਾਰਨ ਆਪਣੀ ਚੱਲ ਅਤੇ ਅਚੱਲ ਜਾਇਦਾਦ ਤੋਂ ਬੇਦਖਲ ਕਰਦਾ ਹਾਂ। ਇਹਨਾਂ ਨਾਲ ਲੈਣ ਦੇਣ ਕਰਨ ਵਾਲਾ ਖੁਦ ਜ਼ਿੰਮੇਵਾਰ ਹੋਵੇਗਾ। ਮੈਂ ਆਪਣਾ ਨਾਮ ਬਦਲ ਕੇ ਨਵਾਂ ਨਾਮ ਰੱਖ ਲਿਆ ਹੈ। ਸਬੰਧਤ ਨੋਟ ਕਰਨ। [773, 925, 948, 987]
public-notice-box [955, 772, 1138, 1278]
filler-text: ਮੈਂ ਆਪਣੇ ਪੁੱਤਰ ਅਤੇ ਨੂੰਹ ਨੂੰ ਉਹਨਾਂ ਦੇ ਮਾੜੇ ਵਿਵਹਾਰ ਕਾਰਨ ਆਪਣੀ ਚੱਲ ਅਤੇ ਅਚੱਲ ਜਾਇਦਾਦ ਤੋਂ ਬੇਦਖਲ ਕਰਦਾ ਹਾਂ। ਇਹਨਾਂ ਨਾਲ ਲੈਣ ਦੇਣ ਕਰਨ ਵਾਲਾ ਖੁਦ ਜ਼ਿੰਮੇਵਾਰ ਹੋਵੇਗਾ। ਮੈਂ ਆਪਣਾ ਨਾਮ ਬਦਲ ਕੇ ਨਵਾਂ ਨਾਮ ਰੱਖ ਲਿਆ ਹੈ। ਸਬੰਧਤ ਨੋਟ ਕਰਨ। [959, 411, 1134, 473]
notice-email[interactable]: email: mcpattieo@yahoo.in [1367, 50, 1500, 61]
filler-text: ਮੈਂ ਆਪਣੇ ਪੁੱਤਰ ਅਤੇ ਨੂੰਹ ਨੂੰ ਉਹਨਾਂ ਦੇ ਮਾੜੇ ਵਿਵਹਾਰ ਕਾਰਨ ਆਪਣੀ ਚੱਲ ਅਤੇ ਅਚੱਲ ਜਾਇਦਾਦ ਤੋਂ ਬੇਦਖਲ ਕਰਦਾ ਹਾਂ। ਇਹਨਾਂ ਨਾਲ ਲੈਣ ਦੇਣ ਕਰਨ ਵਾਲਾ ਖੁਦ ਜ਼ਿੰਮੇਵਾਰ ਹੋਵੇਗਾ। ਮੈਂ ਆਪਣਾ ਨਾਮ ਬਦਲ ਕੇ ਨਵਾਂ ਨਾਮ ਰੱਖ ਲਿਆ ਹੈ। ਸਬੰਧਤ ਨੋਟ ਕਰਨ। [1015, 1859, 1248, 1908]
filler-text: ਮੈਂ ਆਪਣੇ ਪੁੱਤਰ ਅਤੇ ਨੂੰਹ ਨੂੰ ਉਹਨਾਂ ਦੇ ਮਾੜੇ ਵਿਵਹਾਰ ਕਾਰਨ ਆਪਣੀ ਚੱਲ ਅਤੇ ਅਚੱਲ ਜਾਇਦਾਦ ਤੋਂ ਬੇਦਖਲ ਕਰਦਾ ਹਾਂ। ਇਹਨਾਂ ਨਾਲ ਲੈਣ ਦੇਣ ਕਰਨ ਵਾਲਾ ਖੁਦ ਜ਼ਿੰਮੇਵਾਰ ਹੋਵੇਗਾ। ਮੈਂ ਆਪਣਾ ਨਾਮ ਬਦਲ ਕੇ ਨਵਾਂ ਨਾਮ ਰੱਖ ਲਿਆ ਹੈ। ਸਬੰਧਤ ਨੋਟ ਕਰਨ। [6, 281, 377, 317]
article-headline [769, 1532, 1494, 1652]
meter-notices [6, 1259, 377, 1382]
filler-text: ਮੈਂ ਆਪਣੇ ਪੁੱਤਰ ਅਤੇ ਨੂੰਹ ਨੂੰ ਉਹਨਾਂ ਦੇ ਮਾੜੇ ਵਿਵਹਾਰ ਕਾਰਨ ਆਪਣੀ ਚੱਲ ਅਤੇ ਅਚੱਲ ਜਾਇਦਾਦ ਤੋਂ ਬੇਦਖਲ ਕਰਦਾ ਹਾਂ। ਇਹਨਾਂ ਨਾਲ ਲੈਣ ਦੇਣ ਕਰਨ ਵਾਲਾ ਖੁਦ ਜ਼ਿੰਮੇਵਾਰ ਹੋਵੇਗਾ। ਮੈਂ ਆਪਣਾ ਨਾਮ ਬਦਲ ਕੇ ਨਵਾਂ ਨਾਮ ਰੱਖ ਲਿਆ ਹੈ। ਸਬੰਧਤ ਨੋਟ ਕਰਨ। [385, 1095, 763, 1131]
filler-text: ਮੈਂ ਆਪਣੇ ਪੁੱਤਰ ਅਤੇ ਨੂੰਹ ਨੂੰ ਉਹਨਾਂ ਦੇ ਮਾੜੇ ਵਿਵਹਾਰ ਕਾਰਨ ਆਪਣੀ ਚੱਲ ਅਤੇ ਅਚੱਲ ਜਾਇਦਾਦ ਤੋਂ ਬੇਦਖਲ ਕਰਦਾ ਹਾਂ। ਇਹਨਾਂ ਨਾਲ ਲੈਣ ਦੇਣ ਕਰਨ ਵਾਲਾ ਖੁਦ ਜ਼ਿੰਮੇਵਾਰ ਹੋਵੇਗਾ। ਮੈਂ ਆਪਣਾ ਨਾਮ ਬਦਲ ਕੇ ਨਵਾਂ ਨਾਮ ਰੱਖ ਲਿਆ ਹੈ। ਸਬੰਧਤ ਨੋਟ ਕਰਨ। [959, 276, 1134, 337]
filler-text: ਮੈਂ ਆਪਣੇ ਪੁੱਤਰ ਅਤੇ ਨੂੰਹ ਨੂੰ ਉਹਨਾਂ ਦੇ ਮਾੜੇ ਵਿਵਹਾਰ ਕਾਰਨ ਆਪਣੀ ਚੱਲ ਅਤੇ ਅਚੱਲ ਜਾਇਦਾਦ ਤੋਂ ਬੇਦਖਲ ਕਰਦਾ ਹਾਂ। ਇਹਨਾਂ ਨਾਲ ਲੈਣ ਦੇਣ ਕਰਨ ਵਾਲਾ ਖੁਦ ਜ਼ਿੰਮੇਵਾਰ ਹੋਵੇਗਾ। ਮੈਂ ਆਪਣਾ ਨਾਮ ਬਦਲ ਕੇ ਨਵਾਂ ਨਾਮ ਰੱਖ ਲਿਆ ਹੈ। ਸਬੰਧਤ ਨੋਟ ਕਰਨ। [385, 286, 763, 322]
english-notice: I, Kunwant Singh Grewal s/o Gurdev Singh R/o Village Jaitpur, Ludhiana Changed My name as Kulwant Singh Grewal. [6, 1150, 373, 1173]
ref-date: ਮਿਤੀ 26-12-2024 [1418, 90, 1500, 101]
filler-text: ਮੈਂ ਆਪਣੇ ਪੁੱਤਰ ਅਤੇ ਨੂੰਹ ਨੂੰ ਉਹਨਾਂ ਦੇ ਮਾੜੇ ਵਿਵਹਾਰ ਕਾਰਨ ਆਪਣੀ ਚੱਲ ਅਤੇ ਅਚੱਲ ਜਾਇਦਾਦ ਤੋਂ ਬੇਦਖਲ ਕਰਦਾ ਹਾਂ। ਇਹਨਾਂ ਨਾਲ ਲੈਣ ਦੇਣ ਕਰਨ ਵਾਲਾ ਖੁਦ ਜ਼ਿੰਮੇਵਾਰ ਹੋਵੇਗਾ। ਮੈਂ ਆਪਣਾ ਨਾਮ ਬਦਲ ਕੇ ਨਵਾਂ ਨਾਮ ਰੱਖ ਲਿਆ ਹੈ। ਸਬੰਧਤ ਨੋਟ ਕਰਨ। [6, 1259, 377, 1296]
english-notice: I, Manu Kwatra W/o. Vishal Kumar R/o. H.No.B-6-650, Near Govt. School Girls, Mehmoodpura, Ludhiana have changed my name Manu to Manu Kwatra. [6, 1123, 355, 1146]
filler-text: ਮੈਂ ਆਪਣੇ ਪੁੱਤਰ ਅਤੇ ਨੂੰਹ ਨੂੰ ਉਹਨਾਂ ਦੇ ਮਾੜੇ ਵਿਵਹਾਰ ਕਾਰਨ ਆਪਣੀ ਚੱਲ ਅਤੇ ਅਚੱਲ ਜਾਇਦਾਦ ਤੋਂ ਬੇਦਖਲ ਕਰਦਾ ਹਾਂ। ਇਹਨਾਂ ਨਾਲ ਲੈਣ ਦੇਣ ਕਰਨ ਵਾਲਾ ਖੁਦ ਜ਼ਿੰਮੇਵਾਰ ਹੋਵੇਗਾ। ਮੈਂ ਆਪਣਾ ਨਾਮ ਬਦਲ ਕੇ ਨਵਾਂ ਨਾਮ ਰੱਖ ਲਿਆ ਹੈ। ਸਬੰਧਤ ਨੋਟ ਕਰਨ। [6, 919, 377, 955]
filler-text: ਮੈਂ ਆਪਣੇ ਪੁੱਤਰ ਅਤੇ ਨੂੰਹ ਨੂੰ ਉਹਨਾਂ ਦੇ ਮਾੜੇ ਵਿਵਹਾਰ ਕਾਰਨ ਆਪਣੀ ਚੱਲ ਅਤੇ ਅਚੱਲ ਜਾਇਦਾਦ ਤੋਂ ਬੇਦਖਲ ਕਰਦਾ ਹਾਂ। ਇਹਨਾਂ ਨਾਲ ਲੈਣ ਦੇਣ ਕਰਨ ਵਾਲਾ ਖੁਦ ਜ਼ਿੰਮੇਵਾਰ ਹੋਵੇਗਾ। ਮੈਂ ਆਪਣਾ ਨਾਮ ਬਦਲ ਕੇ ਨਵਾਂ ਨਾਮ ਰੱਖ ਲਿਆ ਹੈ। ਸਬੰਧਤ ਨੋਟ ਕਰਨ। [6, 238, 377, 274]
filler-text: ਮੈਂ ਆਪਣੇ ਪੁੱਤਰ ਅਤੇ ਨੂੰਹ ਨੂੰ ਉਹਨਾਂ ਦੇ ਮਾੜੇ ਵਿਵਹਾਰ ਕਾਰਨ ਆਪਣੀ ਚੱਲ ਅਤੇ ਅਚੱਲ ਜਾਇਦਾਦ ਤੋਂ ਬੇਦਖਲ ਕਰਦਾ ਹਾਂ। ਇਹਨਾਂ ਨਾਲ ਲੈਣ ਦੇਣ ਕਰਨ ਵਾਲਾ ਖੁਦ ਜ਼ਿੰਮੇਵਾਰ ਹੋਵੇਗਾ। ਮੈਂ ਆਪਣਾ ਨਾਮ ਬਦਲ ਕੇ ਨਵਾਂ ਨਾਮ ਰੱਖ ਲਿਆ ਹੈ। ਸਬੰਧਤ ਨੋਟ ਕਰਨ। [1148, 683, 1500, 719]
english-notice: I, Amandeep w/o Varinder Kumar R/o H No 785 Opp. Gurudwara Baba Kehar Dass Dhandari Kalan Ludhiana Changed My name as Amandeep Kaur. [6, 1177, 372, 1200]
filler-text: ਮੈਂ ਆਪਣੇ ਪੁੱਤਰ ਅਤੇ ਨੂੰਹ ਨੂੰ ਉਹਨਾਂ ਦੇ ਮਾੜੇ ਵਿਵਹਾਰ ਕਾਰਨ ਆਪਣੀ ਚੱਲ ਅਤੇ ਅਚੱਲ ਜਾਇਦਾਦ ਤੋਂ ਬੇਦਖਲ ਕਰਦਾ ਹਾਂ। ਇਹਨਾਂ ਨਾਲ ਲੈਣ ਦੇਣ ਕਰਨ ਵਾਲਾ ਖੁਦ ਜ਼ਿੰਮੇਵਾਰ ਹੋਵੇਗਾ। ਮੈਂ ਆਪਣਾ ਨਾਮ ਬਦਲ ਕੇ ਨਵਾਂ ਨਾਮ ਰੱਖ ਲਿਆ ਹੈ। ਸਬੰਧਤ ਨੋਟ ਕਰਨ। [6, 1345, 377, 1381]
filler-text: ਮੈਂ ਆਪਣੇ ਪੁੱਤਰ ਅਤੇ ਨੂੰਹ ਨੂੰ ਉਹਨਾਂ ਦੇ ਮਾੜੇ ਵਿਵਹਾਰ ਕਾਰਨ ਆਪਣੀ ਚੱਲ ਅਤੇ ਅਚੱਲ ਜਾਇਦਾਦ ਤੋਂ ਬੇਦਖਲ ਕਰਦਾ ਹਾਂ। ਇਹਨਾਂ ਨਾਲ ਲੈਣ ਦੇਣ ਕਰਨ ਵਾਲਾ ਖੁਦ ਜ਼ਿੰਮੇਵਾਰ ਹੋਵੇਗਾ। ਮੈਂ ਆਪਣਾ ਨਾਮ ਬਦਲ ਕੇ ਨਵਾਂ ਨਾਮ ਰੱਖ ਲਿਆ ਹੈ। ਸਬੰਧਤ ਨੋਟ ਕਰਨ। [769, 1664, 1001, 1713]
filler-text: ਮੈਂ ਆਪਣੇ ਪੁੱਤਰ ਅਤੇ ਨੂੰਹ ਨੂੰ ਉਹਨਾਂ ਦੇ ਮਾੜੇ ਵਿਵਹਾਰ ਕਾਰਨ ਆਪਣੀ ਚੱਲ ਅਤੇ ਅਚੱਲ ਜਾਇਦਾਦ ਤੋਂ ਬੇਦਖਲ ਕਰਦਾ ਹਾਂ। ਇਹਨਾਂ ਨਾਲ ਲੈਣ ਦੇਣ ਕਰਨ ਵਾਲਾ ਖੁਦ ਜ਼ਿੰਮੇਵਾਰ ਹੋਵੇਗਾ। ਮੈਂ ਆਪਣਾ ਨਾਮ ਬਦਲ ਕੇ ਨਵਾਂ ਨਾਮ ਰੱਖ ਲਿਆ ਹੈ। ਸਬੰਧਤ ਨੋਟ ਕਰਨ। [6, 834, 377, 870]
filler-text: ਮੈਂ ਆਪਣੇ ਪੁੱਤਰ ਅਤੇ ਨੂੰਹ ਨੂੰ ਉਹਨਾਂ ਦੇ ਮਾੜੇ ਵਿਵਹਾਰ ਕਾਰਨ ਆਪਣੀ ਚੱਲ ਅਤੇ ਅਚੱਲ ਜਾਇਦਾਦ ਤੋਂ ਬੇਦਖਲ ਕਰਦਾ ਹਾਂ। ਇਹਨਾਂ ਨਾਲ ਲੈਣ ਦੇਣ ਕਰਨ ਵਾਲਾ ਖੁਦ ਜ਼ਿੰਮੇਵਾਰ ਹੋਵੇਗਾ। ਮੈਂ ਆਪਣਾ ਨਾਮ ਬਦਲ ਕੇ ਨਵਾਂ ਨਾਮ ਰੱਖ ਲਿਆ ਹੈ। ਸਬੰਧਤ ਨੋਟ ਕਰਨ। [385, 584, 763, 620]
filler-text: ਮੈਂ ਆਪਣੇ ਪੁੱਤਰ ਅਤੇ ਨੂੰਹ ਨੂੰ ਉਹਨਾਂ ਦੇ ਮਾੜੇ ਵਿਵਹਾਰ ਕਾਰਨ ਆਪਣੀ ਚੱਲ ਅਤੇ ਅਚੱਲ ਜਾਇਦਾਦ ਤੋਂ ਬੇਦਖਲ ਕਰਦਾ ਹਾਂ। ਇਹਨਾਂ ਨਾਲ ਲੈਣ ਦੇਣ ਕਰਨ ਵਾਲਾ ਖੁਦ ਜ਼ਿੰਮੇਵਾਰ ਹੋਵੇਗਾ। ਮੈਂ ਆਪਣਾ ਨਾਮ ਬਦਲ ਕੇ ਨਵਾਂ ਨਾਮ ਰੱਖ ਲਿਆ ਹੈ। ਸਬੰਧਤ ਨੋਟ ਕਰਨ। [773, 344, 948, 405]
filler-text: ਮੈਂ ਆਪਣੇ ਪੁੱਤਰ ਅਤੇ ਨੂੰਹ ਨੂੰ ਉਹਨਾਂ ਦੇ ਮਾੜੇ ਵਿਵਹਾਰ ਕਾਰਨ ਆਪਣੀ ਚੱਲ ਅਤੇ ਅਚੱਲ ਜਾਇਦਾਦ ਤੋਂ ਬੇਦਖਲ ਕਰਦਾ ਹਾਂ। ਇਹਨਾਂ ਨਾਲ ਲੈਣ ਦੇਣ ਕਰਨ ਵਾਲਾ ਖੁਦ ਜ਼ਿੰਮੇਵਾਰ ਹੋਵੇਗਾ। ਮੈਂ ਆਪਣਾ ਨਾਮ ਬਦਲ ਕੇ ਨਵਾਂ ਨਾਮ ਰੱਖ ਲਿਆ ਹੈ। ਸਬੰਧਤ ਨੋਟ ਕਰਨ। [1261, 1829, 1494, 1878]
filler-text: ਮੈਂ ਆਪਣੇ ਪੁੱਤਰ ਅਤੇ ਨੂੰਹ ਨੂੰ ਉਹਨਾਂ ਦੇ ਮਾੜੇ ਵਿਵਹਾਰ ਕਾਰਨ ਆਪਣੀ ਚੱਲ ਅਤੇ ਅਚੱਲ ਜਾਇਦਾਦ ਤੋਂ ਬੇਦਖਲ ਕਰਦਾ ਹਾਂ। ਇਹਨਾਂ ਨਾਲ ਲੈਣ ਦੇਣ ਕਰਨ ਵਾਲਾ ਖੁਦ ਜ਼ਿੰਮੇਵਾਰ ਹੋਵੇਗਾ। ਮੈਂ ਆਪਣਾ ਨਾਮ ਬਦਲ ਕੇ ਨਵਾਂ ਨਾਮ ਰੱਖ ਲਿਆ ਹੈ। ਸਬੰਧਤ ਨੋਟ ਕਰਨ। [385, 754, 763, 791]
filler-text: ਮੈਂ ਆਪਣੇ ਪੁੱਤਰ ਅਤੇ ਨੂੰਹ ਨੂੰ ਉਹਨਾਂ ਦੇ ਮਾੜੇ ਵਿਵਹਾਰ ਕਾਰਨ ਆਪਣੀ ਚੱਲ ਅਤੇ ਅਚੱਲ ਜਾਇਦਾਦ ਤੋਂ ਬੇਦਖਲ ਕਰਦਾ ਹਾਂ। ਇਹਨਾਂ ਨਾਲ ਲੈਣ ਦੇਣ ਕਰਨ ਵਾਲਾ ਖੁਦ ਜ਼ਿੰਮੇਵਾਰ ਹੋਵੇਗਾ। ਮੈਂ ਆਪਣਾ ਨਾਮ ਬਦਲ ਕੇ ਨਵਾਂ ਨਾਮ ਰੱਖ ਲਿਆ ਹੈ। ਸਬੰਧਤ ਨੋਟ ਕਰਨ। [773, 993, 948, 1055]
notice-body [770, 1298, 1137, 1475]
filler-text: ਮੈਂ ਆਪਣੇ ਪੁੱਤਰ ਅਤੇ ਨੂੰਹ ਨੂੰ ਉਹਨਾਂ ਦੇ ਮਾੜੇ ਵਿਵਹਾਰ ਕਾਰਨ ਆਪਣੀ ਚੱਲ ਅਤੇ ਅਚੱਲ ਜਾਇਦਾਦ ਤੋਂ ਬੇਦਖਲ ਕਰਦਾ ਹਾਂ। ਇਹਨਾਂ ਨਾਲ ਲੈਣ ਦੇਣ ਕਰਨ ਵਾਲਾ ਖੁਦ ਜ਼ਿੰਮੇਵਾਰ ਹੋਵੇਗਾ। ਮੈਂ ਆਪਣਾ ਨਾਮ ਬਦਲ ਕੇ ਨਵਾਂ ਨਾਮ ਰੱਖ ਲਿਆ ਹੈ। ਸਬੰਧਤ ਨੋਟ ਕਰਨ। [773, 1430, 1134, 1466]
filler-text: ਮੈਂ ਆਪਣੇ ਪੁੱਤਰ ਅਤੇ ਨੂੰਹ ਨੂੰ ਉਹਨਾਂ ਦੇ ਮਾੜੇ ਵਿਵਹਾਰ ਕਾਰਨ ਆਪਣੀ ਚੱਲ ਅਤੇ ਅਚੱਲ ਜਾਇਦਾਦ ਤੋਂ ਬੇਦਖਲ ਕਰਦਾ ਹਾਂ। ਇਹਨਾਂ ਨਾਲ ਲੈਣ ਦੇਣ ਕਰਨ ਵਾਲਾ ਖੁਦ ਜ਼ਿੰਮੇਵਾਰ ਹੋਵੇਗਾ। ਮੈਂ ਆਪਣਾ ਨਾਮ ਬਦਲ ਕੇ ਨਵਾਂ ਨਾਮ ਰੱਖ ਲਿਆ ਹੈ। ਸਬੰਧਤ ਨੋਟ ਕਰਨ। [773, 1061, 948, 1122]
filler-text: ਮੈਂ ਆਪਣੇ ਪੁੱਤਰ ਅਤੇ ਨੂੰਹ ਨੂੰ ਉਹਨਾਂ ਦੇ ਮਾੜੇ ਵਿਵਹਾਰ ਕਾਰਨ ਆਪਣੀ ਚੱਲ ਅਤੇ ਅਚੱਲ ਜਾਇਦਾਦ ਤੋਂ ਬੇਦਖਲ ਕਰਦਾ ਹਾਂ। ਇਹਨਾਂ ਨਾਲ ਲੈਣ ਦੇਣ ਕਰਨ ਵਾਲਾ ਖੁਦ ਜ਼ਿੰਮੇਵਾਰ ਹੋਵੇਗਾ। ਮੈਂ ਆਪਣਾ ਨਾਮ ਬਦਲ ਕੇ ਨਵਾਂ ਨਾਮ ਰੱਖ ਲਿਆ ਹੈ। ਸਬੰਧਤ ਨੋਟ ਕਰਨ। [959, 1061, 1134, 1122]
filler-text: ਮੈਂ ਆਪਣੇ ਪੁੱਤਰ ਅਤੇ ਨੂੰਹ ਨੂੰ ਉਹਨਾਂ ਦੇ ਮਾੜੇ ਵਿਵਹਾਰ ਕਾਰਨ ਆਪਣੀ ਚੱਲ ਅਤੇ ਅਚੱਲ ਜਾਇਦਾਦ ਤੋਂ ਬੇਦਖਲ ਕਰਦਾ ਹਾਂ। ਇਹਨਾਂ ਨਾਲ ਲੈਣ ਦੇਣ ਕਰਨ ਵਾਲਾ ਖੁਦ ਜ਼ਿੰਮੇਵਾਰ ਹੋਵੇਗਾ। ਮੈਂ ਆਪਣਾ ਨਾਮ ਬਦਲ ਕੇ ਨਵਾਂ ਨਾਮ ਰੱਖ ਲਿਆ ਹੈ। ਸਬੰਧਤ ਨੋਟ ਕਰਨ। [385, 1180, 763, 1216]
filler-text: ਮੈਂ ਆਪਣੇ ਪੁੱਤਰ ਅਤੇ ਨੂੰਹ ਨੂੰ ਉਹਨਾਂ ਦੇ ਮਾੜੇ ਵਿਵਹਾਰ ਕਾਰਨ ਆਪਣੀ ਚੱਲ ਅਤੇ ਅਚੱਲ ਜਾਇਦਾਦ ਤੋਂ ਬੇਦਖਲ ਕਰਦਾ ਹਾਂ। ਇਹਨਾਂ ਨਾਲ ਲੈਣ ਦੇਣ ਕਰਨ ਵਾਲਾ ਖੁਦ ਜ਼ਿੰਮੇਵਾਰ ਹੋਵੇਗਾ। ਮੈਂ ਆਪਣਾ ਨਾਮ ਬਦਲ ਕੇ ਨਵਾਂ ਨਾਮ ਰੱਖ ਲਿਆ ਹੈ। ਸਬੰਧਤ ਨੋਟ ਕਰਨ। [6, 1416, 377, 1452]
filler-text: ਮੈਂ ਆਪਣੇ ਪੁੱਤਰ ਅਤੇ ਨੂੰਹ ਨੂੰ ਉਹਨਾਂ ਦੇ ਮਾੜੇ ਵਿਵਹਾਰ ਕਾਰਨ ਆਪਣੀ ਚੱਲ ਅਤੇ ਅਚੱਲ ਜਾਇਦਾਦ ਤੋਂ ਬੇਦਖਲ ਕਰਦਾ ਹਾਂ। ਇਹਨਾਂ ਨਾਲ ਲੈਣ ਦੇਣ ਕਰਨ ਵਾਲਾ ਖੁਦ ਜ਼ਿੰਮੇਵਾਰ ਹੋਵੇਗਾ। ਮੈਂ ਆਪਣਾ ਨਾਮ ਬਦਲ ਕੇ ਨਵਾਂ ਨਾਮ ਰੱਖ ਲਿਆ ਹੈ। ਸਬੰਧਤ ਨੋਟ ਕਰਨ। [6, 791, 377, 828]
filler-text: ਮੈਂ ਆਪਣੇ ਪੁੱਤਰ ਅਤੇ ਨੂੰਹ ਨੂੰ ਉਹਨਾਂ ਦੇ ਮਾੜੇ ਵਿਵਹਾਰ ਕਾਰਨ ਆਪਣੀ ਚੱਲ ਅਤੇ ਅਚੱਲ ਜਾਇਦਾਦ ਤੋਂ ਬੇਦਖਲ ਕਰਦਾ ਹਾਂ। ਇਹਨਾਂ ਨਾਲ ਲੈਣ ਦੇਣ ਕਰਨ ਵਾਲਾ ਖੁਦ ਜ਼ਿੰਮੇਵਾਰ ਹੋਵੇਗਾ। ਮੈਂ ਆਪਣਾ ਨਾਮ ਬਦਲ ਕੇ ਨਵਾਂ ਨਾਮ ਰੱਖ ਲਿਆ ਹੈ। ਸਬੰਧਤ ਨੋਟ ਕਰਨ। [1148, 161, 1500, 197]
article-body [769, 1663, 1494, 2364]
filler-text: ਮੈਂ ਆਪਣੇ ਪੁੱਤਰ ਅਤੇ ਨੂੰਹ ਨੂੰ ਉਹਨਾਂ ਦੇ ਮਾੜੇ ਵਿਵਹਾਰ ਕਾਰਨ ਆਪਣੀ ਚੱਲ ਅਤੇ ਅਚੱਲ ਜਾਇਦਾਦ ਤੋਂ ਬੇਦਖਲ ਕਰਦਾ ਹਾਂ। ਇਹਨਾਂ ਨਾਲ ਲੈਣ ਦੇਣ ਕਰਨ ਵਾਲਾ ਖੁਦ ਜ਼ਿੰਮੇਵਾਰ ਹੋਵੇਗਾ। ਮੈਂ ਆਪਣਾ ਨਾਮ ਬਦਲ ਕੇ ਨਵਾਂ ਨਾਮ ਰੱਖ ਲਿਆ ਹੈ। ਸਬੰਧਤ ਨੋਟ ਕਰਨ। [959, 73, 1134, 134]
ref-row [1148, 90, 1500, 102]
filler-text: ਮੈਂ ਆਪਣੇ ਪੁੱਤਰ ਅਤੇ ਨੂੰਹ ਨੂੰ ਉਹਨਾਂ ਦੇ ਮਾੜੇ ਵਿਵਹਾਰ ਕਾਰਨ ਆਪਣੀ ਚੱਲ ਅਤੇ ਅਚੱਲ ਜਾਇਦਾਦ ਤੋਂ ਬੇਦਖਲ ਕਰਦਾ ਹਾਂ। ਇਹਨਾਂ ਨਾਲ ਲੈਣ ਦੇਣ ਕਰਨ ਵਾਲਾ ਖੁਦ ਜ਼ਿੰਮੇਵਾਰ ਹੋਵੇਗਾ। ਮੈਂ ਆਪਣਾ ਨਾਮ ਬਦਲ ਕੇ ਨਵਾਂ ਨਾਮ ਰੱਖ ਲਿਆ ਹੈ। ਸਬੰਧਤ ਨੋਟ ਕਰਨ। [773, 73, 948, 134]
filler-text: ਮੈਂ ਆਪਣੇ ਪੁੱਤਰ ਅਤੇ ਨੂੰਹ ਨੂੰ ਉਹਨਾਂ ਦੇ ਮਾੜੇ ਵਿਵਹਾਰ ਕਾਰਨ ਆਪਣੀ ਚੱਲ ਅਤੇ ਅਚੱਲ ਜਾਇਦਾਦ ਤੋਂ ਬੇਦਖਲ ਕਰਦਾ ਹਾਂ। ਇਹਨਾਂ ਨਾਲ ਲੈਣ ਦੇਣ ਕਰਨ ਵਾਲਾ ਖੁਦ ਜ਼ਿੰਮੇਵਾਰ ਹੋਵੇਗਾ। ਮੈਂ ਆਪਣਾ ਨਾਮ ਬਦਲ ਕੇ ਨਵਾਂ ਨਾਮ ਰੱਖ ਲਿਆ ਹੈ। ਸਬੰਧਤ ਨੋਟ ਕਰਨ। [959, 479, 1134, 541]
filler-text: ਮੈਂ ਆਪਣੇ ਪੁੱਤਰ ਅਤੇ ਨੂੰਹ ਨੂੰ ਉਹਨਾਂ ਦੇ ਮਾੜੇ ਵਿਵਹਾਰ ਕਾਰਨ ਆਪਣੀ ਚੱਲ ਅਤੇ ਅਚੱਲ ਜਾਇਦਾਦ ਤੋਂ ਬੇਦਖਲ ਕਰਦਾ ਹਾਂ। ਇਹਨਾਂ ਨਾਲ ਲੈਣ ਦੇਣ ਕਰਨ ਵਾਲਾ ਖੁਦ ਜ਼ਿੰਮੇਵਾਰ ਹੋਵੇਗਾ। ਮੈਂ ਆਪਣਾ ਨਾਮ ਬਦਲ ਕੇ ਨਵਾਂ ਨਾਮ ਰੱਖ ਲਿਆ ਹੈ। ਸਬੰਧਤ ਨੋਟ ਕਰਨ। [773, 858, 948, 919]
notice-heading: Public Notice [1015, 773, 1078, 785]
article-text [769, 1663, 1494, 1964]
ref-number: ਪੱਤਰ ਨੰਬਰ 123 [1148, 90, 1210, 101]
bank-line-1: ਅਦਾਰਾ ਪਹਿਰੇਦਾਰ ਦਾ ਬੈਂਕ ਖਾਤਾ Yes Bank Ltd 'ਚ ਪਹਿਰੇਦਾਰ [6, 73, 320, 107]
filler-text: ਮੈਂ ਆਪਣੇ ਪੁੱਤਰ ਅਤੇ ਨੂੰਹ ਨੂੰ ਉਹਨਾਂ ਦੇ ਮਾੜੇ ਵਿਵਹਾਰ ਕਾਰਨ ਆਪਣੀ ਚੱਲ ਅਤੇ ਅਚੱਲ ਜਾਇਦਾਦ ਤੋਂ ਬੇਦਖਲ ਕਰਦਾ ਹਾਂ। ਇਹਨਾਂ ਨਾਲ ਲੈਣ ਦੇਣ ਕਰਨ ਵਾਲਾ ਖੁਦ ਜ਼ਿੰਮੇਵਾਰ ਹੋਵੇਗਾ। ਮੈਂ ਆਪਣਾ ਨਾਮ ਬਦਲ ਕੇ ਨਵਾਂ ਨਾਮ ਰੱਖ ਲਿਆ ਹੈ। ਸਬੰਧਤ ਨੋਟ ਕਰਨ। [773, 411, 948, 473]
filler-text: ਮੈਂ ਆਪਣੇ ਪੁੱਤਰ ਅਤੇ ਨੂੰਹ ਨੂੰ ਉਹਨਾਂ ਦੇ ਮਾੜੇ ਵਿਵਹਾਰ ਕਾਰਨ ਆਪਣੀ ਚੱਲ ਅਤੇ ਅਚੱਲ ਜਾਇਦਾਦ ਤੋਂ ਬੇਦਖਲ ਕਰਦਾ ਹਾਂ। ਇਹਨਾਂ ਨਾਲ ਲੈਣ ਦੇਣ ਕਰਨ ਵਾਲਾ ਖੁਦ ਜ਼ਿੰਮੇਵਾਰ ਹੋਵੇਗਾ। ਮੈਂ ਆਪਣਾ ਨਾਮ ਬਦਲ ਕੇ ਨਵਾਂ ਨਾਮ ਰੱਖ ਲਿਆ ਹੈ। ਸਬੰਧਤ ਨੋਟ ਕਰਨ। [1148, 428, 1500, 464]
headline-line-2: ਤੈਅ ਕਰ ਸਕਦਾ ਹੈ ਸਰਕਾਰਾਂ ਨਹੀਂ.... [853, 1598, 1410, 1646]
filler-text: ਮੈਂ ਆਪਣੇ ਪੁੱਤਰ ਅਤੇ ਨੂੰਹ ਨੂੰ ਉਹਨਾਂ ਦੇ ਮਾੜੇ ਵਿਵਹਾਰ ਕਾਰਨ ਆਪਣੀ ਚੱਲ ਅਤੇ ਅਚੱਲ ਜਾਇਦਾਦ ਤੋਂ ਬੇਦਖਲ ਕਰਦਾ ਹਾਂ। ਇਹਨਾਂ ਨਾਲ ਲੈਣ ਦੇਣ ਕਰਨ ਵਾਲਾ ਖੁਦ ਜ਼ਿੰਮੇਵਾਰ ਹੋਵੇਗਾ। ਮੈਂ ਆਪਣਾ ਨਾਮ ਬਦਲ ਕੇ ਨਵਾਂ ਨਾਮ ਰੱਖ ਲਿਆ ਹੈ। ਸਬੰਧਤ ਨੋਟ ਕਰਨ। [385, 541, 763, 578]
public-notice-box [769, 55, 952, 766]
filler-text: ਮੈਂ ਆਪਣੇ ਪੁੱਤਰ ਅਤੇ ਨੂੰਹ ਨੂੰ ਉਹਨਾਂ ਦੇ ਮਾੜੇ ਵਿਵਹਾਰ ਕਾਰਨ ਆਪਣੀ ਚੱਲ ਅਤੇ ਅਚੱਲ ਜਾਇਦਾਦ ਤੋਂ ਬੇਦਖਲ ਕਰਦਾ ਹਾਂ। ਇਹਨਾਂ ਨਾਲ ਲੈਣ ਦੇਣ ਕਰਨ ਵਾਲਾ ਖੁਦ ਜ਼ਿੰਮੇਵਾਰ ਹੋਵੇਗਾ। ਮੈਂ ਆਪਣਾ ਨਾਮ ਬਦਲ ਕੇ ਨਵਾਂ ਨਾਮ ਰੱਖ ਲਿਆ ਹੈ। ਸਬੰਧਤ ਨੋਟ ਕਰਨ। [6, 876, 377, 913]
ref-row [1148, 357, 1500, 369]
filler-text: ਮੈਂ ਆਪਣੇ ਪੁੱਤਰ ਅਤੇ ਨੂੰਹ ਨੂੰ ਉਹਨਾਂ ਦੇ ਮਾੜੇ ਵਿਵਹਾਰ ਕਾਰਨ ਆਪਣੀ ਚੱਲ ਅਤੇ ਅਚੱਲ ਜਾਇਦਾਦ ਤੋਂ ਬੇਦਖਲ ਕਰਦਾ ਹਾਂ। ਇਹਨਾਂ ਨਾਲ ਲੈਣ ਦੇਣ ਕਰਨ ਵਾਲਾ ਖੁਦ ਜ਼ਿੰਮੇਵਾਰ ਹੋਵੇਗਾ। ਮੈਂ ਆਪਣਾ ਨਾਮ ਬਦਲ ਕੇ ਨਵਾਂ ਨਾਮ ਰੱਖ ਲਿਆ ਹੈ। ਸਬੰਧਤ ਨੋਟ ਕਰਨ। [6, 408, 377, 445]
notice-title: ਪਬਲਿਕ ਨੋਟਿਸ [1287, 102, 1361, 117]
filler-text: ਮੈਂ ਆਪਣੇ ਪੁੱਤਰ ਅਤੇ ਨੂੰਹ ਨੂੰ ਉਹਨਾਂ ਦੇ ਮਾੜੇ ਵਿਵਹਾਰ ਕਾਰਨ ਆਪਣੀ ਚੱਲ ਅਤੇ ਅਚੱਲ ਜਾਇਦਾਦ ਤੋਂ ਬੇਦਖਲ ਕਰਦਾ ਹਾਂ। ਇਹਨਾਂ ਨਾਲ ਲੈਣ ਦੇਣ ਕਰਨ ਵਾਲਾ ਖੁਦ ਜ਼ਿੰਮੇਵਾਰ ਹੋਵੇਗਾ। ਮੈਂ ਆਪਣਾ ਨਾਮ ਬਦਲ ਕੇ ਨਵਾਂ ਨਾਮ ਰੱਖ ਲਿਆ ਹੈ। ਸਬੰਧਤ ਨੋਟ ਕਰਨ। [959, 790, 1134, 851]
filler-text: ਮੈਂ ਆਪਣੇ ਪੁੱਤਰ ਅਤੇ ਨੂੰਹ ਨੂੰ ਉਹਨਾਂ ਦੇ ਮਾੜੇ ਵਿਵਹਾਰ ਕਾਰਨ ਆਪਣੀ ਚੱਲ ਅਤੇ ਅਚੱਲ ਜਾਇਦਾਦ ਤੋਂ ਬੇਦਖਲ ਕਰਦਾ ਹਾਂ। ਇਹਨਾਂ ਨਾਲ ਲੈਣ ਦੇਣ ਕਰਨ ਵਾਲਾ ਖੁਦ ਜ਼ਿੰਮੇਵਾਰ ਹੋਵੇਗਾ। ਮੈਂ ਆਪਣਾ ਨਾਮ ਬਦਲ ਕੇ ਨਵਾਂ ਨਾਮ ਰੱਖ ਲਿਆ ਹੈ। ਸਬੰਧਤ ਨੋਟ ਕਰਨ। [1148, 471, 1500, 507]
filler-text: ਮੈਂ ਆਪਣੇ ਪੁੱਤਰ ਅਤੇ ਨੂੰਹ ਨੂੰ ਉਹਨਾਂ ਦੇ ਮਾੜੇ ਵਿਵਹਾਰ ਕਾਰਨ ਆਪਣੀ ਚੱਲ ਅਤੇ ਅਚੱਲ ਜਾਇਦਾਦ ਤੋਂ ਬੇਦਖਲ ਕਰਦਾ ਹਾਂ। ਇਹਨਾਂ ਨਾਲ ਲੈਣ ਦੇਣ ਕਰਨ ਵਾਲਾ ਖੁਦ ਜ਼ਿੰਮੇਵਾਰ ਹੋਵੇਗਾ। ਮੈਂ ਆਪਣਾ ਨਾਮ ਬਦਲ ਕੇ ਨਵਾਂ ਨਾਮ ਰੱਖ ਲਿਆ ਹੈ। ਸਬੰਧਤ ਨੋਟ ਕਰਨ। [6, 706, 377, 742]
filler-text: ਮੈਂ ਆਪਣੇ ਪੁੱਤਰ ਅਤੇ ਨੂੰਹ ਨੂੰ ਉਹਨਾਂ ਦੇ ਮਾੜੇ ਵਿਵਹਾਰ ਕਾਰਨ ਆਪਣੀ ਚੱਲ ਅਤੇ ਅਚੱਲ ਜਾਇਦਾਦ ਤੋਂ ਬੇਦਖਲ ਕਰਦਾ ਹਾਂ। ਇਹਨਾਂ ਨਾਲ ਲੈਣ ਦੇਣ ਕਰਨ ਵਾਲਾ ਖੁਦ ਜ਼ਿੰਮੇਵਾਰ ਹੋਵੇਗਾ। ਮੈਂ ਆਪਣਾ ਨਾਮ ਬਦਲ ਕੇ ਨਵਾਂ ਨਾਮ ਰੱਖ ਲਿਆ ਹੈ। ਸਬੰਧਤ ਨੋਟ ਕਰਨ। [385, 371, 763, 407]
filler-text: ਮੈਂ ਆਪਣੇ ਪੁੱਤਰ ਅਤੇ ਨੂੰਹ ਨੂੰ ਉਹਨਾਂ ਦੇ ਮਾੜੇ ਵਿਵਹਾਰ ਕਾਰਨ ਆਪਣੀ ਚੱਲ ਅਤੇ ਅਚੱਲ ਜਾਇਦਾਦ ਤੋਂ ਬੇਦਖਲ ਕਰਦਾ ਹਾਂ। ਇਹਨਾਂ ਨਾਲ ਲੈਣ ਦੇਣ ਕਰਨ ਵਾਲਾ ਖੁਦ ਜ਼ਿੰਮੇਵਾਰ ਹੋਵੇਗਾ। ਮੈਂ ਆਪਣਾ ਨਾਮ ਬਦਲ ਕੇ ਨਵਾਂ ਨਾਮ ਰੱਖ ਲਿਆ ਹੈ। ਸਬੰਧਤ ਨੋਟ ਕਰਨ। [6, 749, 377, 785]
cancel-title: ਬੇਦਖਲੀ ਰੱਦ [6, 1386, 377, 1410]
filler-text: ਮੈਂ ਆਪਣੇ ਪੁੱਤਰ ਅਤੇ ਨੂੰਹ ਨੂੰ ਉਹਨਾਂ ਦੇ ਮਾੜੇ ਵਿਵਹਾਰ ਕਾਰਨ ਆਪਣੀ ਚੱਲ ਅਤੇ ਅਚੱਲ ਜਾਇਦਾਦ ਤੋਂ ਬੇਦਖਲ ਕਰਦਾ ਹਾਂ। ਇਹਨਾਂ ਨਾਲ ਲੈਣ ਦੇਣ ਕਰਨ ਵਾਲਾ ਖੁਦ ਜ਼ਿੰਮੇਵਾਰ ਹੋਵੇਗਾ। ਮੈਂ ਆਪਣਾ ਨਾਮ ਬਦਲ ਕੇ ਨਵਾਂ ਨਾਮ ਰੱਖ ਲਿਆ ਹੈ। ਸਬੰਧਤ ਨੋਟ ਕਰਨ। [1261, 1664, 1494, 1713]
filler-text: ਮੈਂ ਆਪਣੇ ਪੁੱਤਰ ਅਤੇ ਨੂੰਹ ਨੂੰ ਉਹਨਾਂ ਦੇ ਮਾੜੇ ਵਿਵਹਾਰ ਕਾਰਨ ਆਪਣੀ ਚੱਲ ਅਤੇ ਅਚੱਲ ਜਾਇਦਾਦ ਤੋਂ ਬੇਦਖਲ ਕਰਦਾ ਹਾਂ। ਇਹਨਾਂ ਨਾਲ ਲੈਣ ਦੇਣ ਕਰਨ ਵਾਲਾ ਖੁਦ ਜ਼ਿੰਮੇਵਾਰ ਹੋਵੇਗਾ। ਮੈਂ ਆਪਣਾ ਨਾਮ ਬਦਲ ਕੇ ਨਵਾਂ ਨਾਮ ਰੱਖ ਲਿਆ ਹੈ। ਸਬੰਧਤ ਨੋਟ ਕਰਨ। [385, 244, 763, 280]
page-header [0, 0, 1512, 39]
filler-text: ਮੈਂ ਆਪਣੇ ਪੁੱਤਰ ਅਤੇ ਨੂੰਹ ਨੂੰ ਉਹਨਾਂ ਦੇ ਮਾੜੇ ਵਿਵਹਾਰ ਕਾਰਨ ਆਪਣੀ ਚੱਲ ਅਤੇ ਅਚੱਲ ਜਾਇਦਾਦ ਤੋਂ ਬੇਦਖਲ ਕਰਦਾ ਹਾਂ। ਇਹਨਾਂ ਨਾਲ ਲੈਣ ਦੇਣ ਕਰਨ ਵਾਲਾ ਖੁਦ ਜ਼ਿੰਮੇਵਾਰ ਹੋਵੇਗਾ। ਮੈਂ ਆਪਣਾ ਨਾਮ ਬਦਲ ਕੇ ਨਵਾਂ ਨਾਮ ਰੱਖ ਲਿਆ ਹੈ। ਸਬੰਧਤ ਨੋਟ ਕਰਨ। [385, 797, 763, 833]
filler-text: ਮੈਂ ਆਪਣੇ ਪੁੱਤਰ ਅਤੇ ਨੂੰਹ ਨੂੰ ਉਹਨਾਂ ਦੇ ਮਾੜੇ ਵਿਵਹਾਰ ਕਾਰਨ ਆਪਣੀ ਚੱਲ ਅਤੇ ਅਚੱਲ ਜਾਇਦਾਦ ਤੋਂ ਬੇਦਖਲ ਕਰਦਾ ਹਾਂ। ਇਹਨਾਂ ਨਾਲ ਲੈਣ ਦੇਣ ਕਰਨ ਵਾਲਾ ਖੁਦ ਜ਼ਿੰਮੇਵਾਰ ਹੋਵੇਗਾ। ਮੈਂ ਆਪਣਾ ਨਾਮ ਬਦਲ ਕੇ ਨਵਾਂ ਨਾਮ ਰੱਖ ਲਿਆ ਹੈ। ਸਬੰਧਤ ਨੋਟ ਕਰਨ। [385, 1222, 763, 1259]
footer-right: 'ਤੇ ਹੀ ਭੇਜੇ ਜਾਣ। [1297, 2383, 1420, 2405]
header-email[interactable]: E.mail : rozanapehredar@gmail.com, haksachdapehredarpunjabi@gmail.com [433, 8, 1071, 28]
general-info-title: ਆਮ ਸੂਚਨਾ [385, 1264, 763, 1288]
filler-text: ਮੈਂ ਆਪਣੇ ਪੁੱਤਰ ਅਤੇ ਨੂੰਹ ਨੂੰ ਉਹਨਾਂ ਦੇ ਮਾੜੇ ਵਿਵਹਾਰ ਕਾਰਨ ਆਪਣੀ ਚੱਲ ਅਤੇ ਅਚੱਲ ਜਾਇਦਾਦ ਤੋਂ ਬੇਦਖਲ ਕਰਦਾ ਹਾਂ। ਇਹਨਾਂ ਨਾਲ ਲੈਣ ਦੇਣ ਕਰਨ ਵਾਲਾ ਖੁਦ ਜ਼ਿੰਮੇਵਾਰ ਹੋਵੇਗਾ। ਮੈਂ ਆਪਣਾ ਨਾਮ ਬਦਲ ਕੇ ਨਵਾਂ ਨਾਮ ਰੱਖ ਲਿਆ ਹੈ। ਸਬੰਧਤ ਨੋਟ ਕਰਨ। [385, 158, 763, 195]
filler-text: ਮੈਂ ਆਪਣੇ ਪੁੱਤਰ ਅਤੇ ਨੂੰਹ ਨੂੰ ਉਹਨਾਂ ਦੇ ਮਾੜੇ ਵਿਵਹਾਰ ਕਾਰਨ ਆਪਣੀ ਚੱਲ ਅਤੇ ਅਚੱਲ ਜਾਇਦਾਦ ਤੋਂ ਬੇਦਖਲ ਕਰਦਾ ਹਾਂ। ਇਹਨਾਂ ਨਾਲ ਲੈਣ ਦੇਣ ਕਰਨ ਵਾਲਾ ਖੁਦ ਜ਼ਿੰਮੇਵਾਰ ਹੋਵੇਗਾ। ਮੈਂ ਆਪਣਾ ਨਾਮ ਬਦਲ ਕੇ ਨਵਾਂ ਨਾਮ ਰੱਖ ਲਿਆ ਹੈ। ਸਬੰਧਤ ਨੋਟ ਕਰਨ। [6, 536, 377, 572]
filler-text: ਮੈਂ ਆਪਣੇ ਪੁੱਤਰ ਅਤੇ ਨੂੰਹ ਨੂੰ ਉਹਨਾਂ ਦੇ ਮਾੜੇ ਵਿਵਹਾਰ ਕਾਰਨ ਆਪਣੀ ਚੱਲ ਅਤੇ ਅਚੱਲ ਜਾਇਦਾਦ ਤੋਂ ਬੇਦਖਲ ਕਰਦਾ ਹਾਂ। ਇਹਨਾਂ ਨਾਲ ਲੈਣ ਦੇਣ ਕਰਨ ਵਾਲਾ ਖੁਦ ਜ਼ਿੰਮੇਵਾਰ ਹੋਵੇਗਾ। ਮੈਂ ਆਪਣਾ ਨਾਮ ਬਦਲ ਕੇ ਨਵਾਂ ਨਾਮ ਰੱਖ ਲਿਆ ਹੈ। ਸਬੰਧਤ ਨੋਟ ਕਰਨ। [1261, 1885, 1494, 1933]
office-title-pa: ਦਫਤਰ ਨਗਰ ਕੌਂਸਲ ਪੱਟੀ [1265, 329, 1384, 344]
filler-text: ਮੈਂ ਆਪਣੇ ਪੁੱਤਰ ਅਤੇ ਨੂੰਹ ਨੂੰ ਉਹਨਾਂ ਦੇ ਮਾੜੇ ਵਿਵਹਾਰ ਕਾਰਨ ਆਪਣੀ ਚੱਲ ਅਤੇ ਅਚੱਲ ਜਾਇਦਾਦ ਤੋਂ ਬੇਦਖਲ ਕਰਦਾ ਹਾਂ। ਇਹਨਾਂ ਨਾਲ ਲੈਣ ਦੇਣ ਕਰਨ ਵਾਲਾ ਖੁਦ ਜ਼ਿੰਮੇਵਾਰ ਹੋਵੇਗਾ। ਮੈਂ ਆਪਣਾ ਨਾਮ ਬਦਲ ਕੇ ਨਵਾਂ ਨਾਮ ਰੱਖ ਲਿਆ ਹੈ। ਸਬੰਧਤ ਨੋਟ ਕਰਨ। [6, 1302, 377, 1338]
filler-text: ਮੈਂ ਆਪਣੇ ਪੁੱਤਰ ਅਤੇ ਨੂੰਹ ਨੂੰ ਉਹਨਾਂ ਦੇ ਮਾੜੇ ਵਿਵਹਾਰ ਕਾਰਨ ਆਪਣੀ ਚੱਲ ਅਤੇ ਅਚੱਲ ਜਾਇਦਾਦ ਤੋਂ ਬੇਦਖਲ ਕਰਦਾ ਹਾਂ। ਇਹਨਾਂ ਨਾਲ ਲੈਣ ਦੇਣ ਕਰਨ ਵਾਲਾ ਖੁਦ ਜ਼ਿੰਮੇਵਾਰ ਹੋਵੇਗਾ। ਮੈਂ ਆਪਣਾ ਨਾਮ ਬਦਲ ਕੇ ਨਵਾਂ ਨਾਮ ਰੱਖ ਲਿਆ ਹੈ। ਸਬੰਧਤ ਨੋਟ ਕਰਨ। [6, 451, 377, 487]
filler-text: ਮੈਂ ਆਪਣੇ ਪੁੱਤਰ ਅਤੇ ਨੂੰਹ ਨੂੰ ਉਹਨਾਂ ਦੇ ਮਾੜੇ ਵਿਵਹਾਰ ਕਾਰਨ ਆਪਣੀ ਚੱਲ ਅਤੇ ਅਚੱਲ ਜਾਇਦਾਦ ਤੋਂ ਬੇਦਖਲ ਕਰਦਾ ਹਾਂ। ਇਹਨਾਂ ਨਾਲ ਲੈਣ ਦੇਣ ਕਰਨ ਵਾਲਾ ਖੁਦ ਜ਼ਿੰਮੇਵਾਰ ਹੋਵੇਗਾ। ਮੈਂ ਆਪਣਾ ਨਾਮ ਬਦਲ ਕੇ ਨਵਾਂ ਨਾਮ ਰੱਖ ਲਿਆ ਹੈ। ਸਬੰਧਤ ਨੋਟ ਕਰਨ। [1015, 1804, 1248, 1853]
public-notice-box [769, 1285, 1138, 1523]
bank-info [6, 73, 377, 164]
filler-text: ਮੈਂ ਆਪਣੇ ਪੁੱਤਰ ਅਤੇ ਨੂੰਹ ਨੂੰ ਉਹਨਾਂ ਦੇ ਮਾੜੇ ਵਿਵਹਾਰ ਕਾਰਨ ਆਪਣੀ ਚੱਲ ਅਤੇ ਅਚੱਲ ਜਾਇਦਾਦ ਤੋਂ ਬੇਦਖਲ ਕਰਦਾ ਹਾਂ। ਇਹਨਾਂ ਨਾਲ ਲੈਣ ਦੇਣ ਕਰਨ ਵਾਲਾ ਖੁਦ ਜ਼ਿੰਮੇਵਾਰ ਹੋਵੇਗਾ। ਮੈਂ ਆਪਣਾ ਨਾਮ ਬਦਲ ਕੇ ਨਵਾਂ ਨਾਮ ਰੱਖ ਲਿਆ ਹੈ। ਸਬੰਧਤ ਨੋਟ ਕਰਨ। [385, 73, 763, 110]
footer-bar [0, 2377, 1512, 2411]
filler-text: ਮੈਂ ਆਪਣੇ ਪੁੱਤਰ ਅਤੇ ਨੂੰਹ ਨੂੰ ਉਹਨਾਂ ਦੇ ਮਾੜੇ ਵਿਵਹਾਰ ਕਾਰਨ ਆਪਣੀ ਚੱਲ ਅਤੇ ਅਚੱਲ ਜਾਇਦਾਦ ਤੋਂ ਬੇਦਖਲ ਕਰਦਾ ਹਾਂ। ਇਹਨਾਂ ਨਾਲ ਲੈਣ ਦੇਣ ਕਰਨ ਵਾਲਾ ਖੁਦ ਜ਼ਿੰਮੇਵਾਰ ਹੋਵੇਗਾ। ਮੈਂ ਆਪਣਾ ਨਾਮ ਬਦਲ ਕੇ ਨਵਾਂ ਨਾਮ ਰੱਖ ਲਿਆ ਹੈ। ਸਬੰਧਤ ਨੋਟ ਕਰਨ। [385, 1010, 763, 1046]
filler-text: ਮੈਂ ਆਪਣੇ ਪੁੱਤਰ ਅਤੇ ਨੂੰਹ ਨੂੰ ਉਹਨਾਂ ਦੇ ਮਾੜੇ ਵਿਵਹਾਰ ਕਾਰਨ ਆਪਣੀ ਚੱਲ ਅਤੇ ਅਚੱਲ ਜਾਇਦਾਦ ਤੋਂ ਬੇਦਖਲ ਕਰਦਾ ਹਾਂ। ਇਹਨਾਂ ਨਾਲ ਲੈਣ ਦੇਣ ਕਰਨ ਵਾਲਾ ਖੁਦ ਜ਼ਿੰਮੇਵਾਰ ਹੋਵੇਗਾ। ਮੈਂ ਆਪਣਾ ਨਾਮ ਬਦਲ ਕੇ ਨਵਾਂ ਨਾਮ ਰੱਖ ਲਿਆ ਹੈ। ਸਬੰਧਤ ਨੋਟ ਕਰਨ। [773, 615, 948, 676]
english-notice: It is for general information that I Kanika Chawla D/o Chander Parkash R/o H No B-XII 194, Kutbapura Bazar, Thapar PC Wali Gali Ludhiana Punjab 141008 declare that Name of my mother has been wrongly written as Rajni Devi Chawla in my educational documents. The actual name of my mother is Rajni respectively which may be amended accordingly. It is certified that I have complied with other legal requirements in this connection. 7171 [385, 1440, 759, 1510]
filler-text: ਮੈਂ ਆਪਣੇ ਪੁੱਤਰ ਅਤੇ ਨੂੰਹ ਨੂੰ ਉਹਨਾਂ ਦੇ ਮਾੜੇ ਵਿਵਹਾਰ ਕਾਰਨ ਆਪਣੀ ਚੱਲ ਅਤੇ ਅਚੱਲ ਜਾਇਦਾਦ ਤੋਂ ਬੇਦਖਲ ਕਰਦਾ ਹਾਂ। ਇਹਨਾਂ ਨਾਲ ਲੈਣ ਦੇਣ ਕਰਨ ਵਾਲਾ ਖੁਦ ਜ਼ਿੰਮੇਵਾਰ ਹੋਵੇਗਾ। ਮੈਂ ਆਪਣਾ ਨਾਮ ਬਦਲ ਕੇ ਨਵਾਂ ਨਾਮ ਰੱਖ ਲਿਆ ਹੈ। ਸਬੰਧਤ ਨੋਟ ਕਰਨ। [959, 208, 1134, 270]
meter-title: ਮੀਟਰ ਕੁਨੈਕਸ਼ਨ... [6, 1230, 377, 1254]
ref-number: ਪੱਤਰ ਨੰਬਰ 124 [1148, 357, 1210, 368]
filler-text: ਮੈਂ ਆਪਣੇ ਪੁੱਤਰ ਅਤੇ ਨੂੰਹ ਨੂੰ ਉਹਨਾਂ ਦੇ ਮਾੜੇ ਵਿਵਹਾਰ ਕਾਰਨ ਆਪਣੀ ਚੱਲ ਅਤੇ ਅਚੱਲ ਜਾਇਦਾਦ ਤੋਂ ਬੇਦਖਲ ਕਰਦਾ ਹਾਂ। ਇਹਨਾਂ ਨਾਲ ਲੈਣ ਦੇਣ ਕਰਨ ਵਾਲਾ ਖੁਦ ਜ਼ਿੰਮੇਵਾਰ ਹੋਵੇਗਾ। ਮੈਂ ਆਪਣਾ ਨਾਮ ਬਦਲ ਕੇ ਨਵਾਂ ਨਾਮ ਰੱਖ ਲਿਆ ਹੈ। ਸਬੰਧਤ ਨੋਟ ਕਰਨ। [959, 1129, 1134, 1190]
headline-line-1: ਗੁਰੂ ਦੇ ਸਾਹਿਬਜ਼ਾਦਿਆਂ ਦਾ ਤਖ਼ੱਲਸ ਪੰਥ [842, 1538, 1421, 1586]
filler-text: ਮੈਂ ਆਪਣੇ ਪੁੱਤਰ ਅਤੇ ਨੂੰਹ ਨੂੰ ਉਹਨਾਂ ਦੇ ਮਾੜੇ ਵਿਵਹਾਰ ਕਾਰਨ ਆਪਣੀ ਚੱਲ ਅਤੇ ਅਚੱਲ ਜਾਇਦਾਦ ਤੋਂ ਬੇਦਖਲ ਕਰਦਾ ਹਾਂ। ਇਹਨਾਂ ਨਾਲ ਲੈਣ ਦੇਣ ਕਰਨ ਵਾਲਾ ਖੁਦ ਜ਼ਿੰਮੇਵਾਰ ਹੋਵੇਗਾ। ਮੈਂ ਆਪਣਾ ਨਾਮ ਬਦਲ ਕੇ ਨਵਾਂ ਨਾਮ ਰੱਖ ਲਿਆ ਹੈ। ਸਬੰਧਤ ਨੋਟ ਕਰਨ। [959, 140, 1134, 202]
filler-text: ਮੈਂ ਆਪਣੇ ਪੁੱਤਰ ਅਤੇ ਨੂੰਹ ਨੂੰ ਉਹਨਾਂ ਦੇ ਮਾੜੇ ਵਿਵਹਾਰ ਕਾਰਨ ਆਪਣੀ ਚੱਲ ਅਤੇ ਅਚੱਲ ਜਾਇਦਾਦ ਤੋਂ ਬੇਦਖਲ ਕਰਦਾ ਹਾਂ। ਇਹਨਾਂ ਨਾਲ ਲੈਣ ਦੇਣ ਕਰਨ ਵਾਲਾ ਖੁਦ ਜ਼ਿੰਮੇਵਾਰ ਹੋਵੇਗਾ। ਮੈਂ ਆਪਣਾ ਨਾਮ ਬਦਲ ਕੇ ਨਵਾਂ ਨਾਮ ਰੱਖ ਲਿਆ ਹੈ। ਸਬੰਧਤ ਨੋਟ ਕਰਨ। [385, 1293, 763, 1330]
notice-email[interactable]: email: mcpattieo@yahoo.in [1367, 317, 1500, 329]
english-notice: I, NANDIT KUMAR SON OF RAJINDER SINGH R/O H.NO. 23, NEAR SUNDER NAGAR CHOWK, JASWANT SINGH ENCLAVE 33 FT ROAD, MUNDIAN KALAN, LUDHIANA DECLARE THAT MY FATHER'S NAME RAKESH KUMAR AND RAJINDER KUMAR BOTH ARE SAME PERSON BUT NOW RIGHT OF MY FATHER'S IS RAJINDER KUMAR. 7171 [385, 1378, 762, 1436]
filler-text: ਮੈਂ ਆਪਣੇ ਪੁੱਤਰ ਅਤੇ ਨੂੰਹ ਨੂੰ ਉਹਨਾਂ ਦੇ ਮਾੜੇ ਵਿਵਹਾਰ ਕਾਰਨ ਆਪਣੀ ਚੱਲ ਅਤੇ ਅਚੱਲ ਜਾਇਦਾਦ ਤੋਂ ਬੇਦਖਲ ਕਰਦਾ ਹਾਂ। ਇਹਨਾਂ ਨਾਲ ਲੈਣ ਦੇਣ ਕਰਨ ਵਾਲਾ ਖੁਦ ਜ਼ਿੰਮੇਵਾਰ ਹੋਵੇਗਾ। ਮੈਂ ਆਪਣਾ ਨਾਮ ਬਦਲ ਕੇ ਨਵਾਂ ਨਾਮ ਰੱਖ ਲਿਆ ਹੈ। ਸਬੰਧਤ ਨੋਟ ਕਰਨ। [6, 1004, 377, 1040]
filler-text: ਮੈਂ ਆਪਣੇ ਪੁੱਤਰ ਅਤੇ ਨੂੰਹ ਨੂੰ ਉਹਨਾਂ ਦੇ ਮਾੜੇ ਵਿਵਹਾਰ ਕਾਰਨ ਆਪਣੀ ਚੱਲ ਅਤੇ ਅਚੱਲ ਜਾਇਦਾਦ ਤੋਂ ਬੇਦਖਲ ਕਰਦਾ ਹਾਂ। ਇਹਨਾਂ ਨਾਲ ਲੈਣ ਦੇਣ ਕਰਨ ਵਾਲਾ ਖੁਦ ਜ਼ਿੰਮੇਵਾਰ ਹੋਵੇਗਾ। ਮੈਂ ਆਪਣਾ ਨਾਮ ਬਦਲ ਕੇ ਨਵਾਂ ਨਾਮ ਰੱਖ ਲਿਆ ਹੈ। ਸਬੰਧਤ ਨੋਟ ਕਰਨ। [385, 925, 763, 961]
filler-text: ਮੈਂ ਆਪਣੇ ਪੁੱਤਰ ਅਤੇ ਨੂੰਹ ਨੂੰ ਉਹਨਾਂ ਦੇ ਮਾੜੇ ਵਿਵਹਾਰ ਕਾਰਨ ਆਪਣੀ ਚੱਲ ਅਤੇ ਅਚੱਲ ਜਾਇਦਾਦ ਤੋਂ ਬੇਦਖਲ ਕਰਦਾ ਹਾਂ। ਇਹਨਾਂ ਨਾਲ ਲੈਣ ਦੇਣ ਕਰਨ ਵਾਲਾ ਖੁਦ ਜ਼ਿੰਮੇਵਾਰ ਹੋਵੇਗਾ। ਮੈਂ ਆਪਣਾ ਨਾਮ ਬਦਲ ਕੇ ਨਵਾਂ ਨਾਮ ਰੱਖ ਲਿਆ ਹੈ। ਸਬੰਧਤ ਨੋਟ ਕਰਨ। [773, 276, 948, 337]
office-title-en: OFFICE OF THE MUNICIPAL COUNCIL PATTI DISTT. TARN TARAN [1160, 77, 1488, 89]
public-notice-box [1142, 579, 1506, 772]
filler-text: ਮੈਂ ਆਪਣੇ ਪੁੱਤਰ ਅਤੇ ਨੂੰਹ ਨੂੰ ਉਹਨਾਂ ਦੇ ਮਾੜੇ ਵਿਵਹਾਰ ਕਾਰਨ ਆਪਣੀ ਚੱਲ ਅਤੇ ਅਚੱਲ ਜਾਇਦਾਦ ਤੋਂ ਬੇਦਖਲ ਕਰਦਾ ਹਾਂ। ਇਹਨਾਂ ਨਾਲ ਲੈਣ ਦੇਣ ਕਰਨ ਵਾਲਾ ਖੁਦ ਜ਼ਿੰਮੇਵਾਰ ਹੋਵੇਗਾ। ਮੈਂ ਆਪਣਾ ਨਾਮ ਬਦਲ ਕੇ ਨਵਾਂ ਨਾਮ ਰੱਖ ਲਿਆ ਹੈ। ਸਬੰਧਤ ਨੋਟ ਕਰਨ। [385, 329, 763, 365]
filler-text: ਮੈਂ ਆਪਣੇ ਪੁੱਤਰ ਅਤੇ ਨੂੰਹ ਨੂੰ ਉਹਨਾਂ ਦੇ ਮਾੜੇ ਵਿਵਹਾਰ ਕਾਰਨ ਆਪਣੀ ਚੱਲ ਅਤੇ ਅਚੱਲ ਜਾਇਦਾਦ ਤੋਂ ਬੇਦਖਲ ਕਰਦਾ ਹਾਂ। ਇਹਨਾਂ ਨਾਲ ਲੈਣ ਦੇਣ ਕਰਨ ਵਾਲਾ ਖੁਦ ਜ਼ਿੰਮੇਵਾਰ ਹੋਵੇਗਾ। ਮੈਂ ਆਪਣਾ ਨਾਮ ਬਦਲ ਕੇ ਨਵਾਂ ਨਾਮ ਰੱਖ ਲਿਆ ਹੈ। ਸਬੰਧਤ ਨੋਟ ਕਰਨ। [959, 615, 1134, 676]
filler-text: ਮੈਂ ਆਪਣੇ ਪੁੱਤਰ ਅਤੇ ਨੂੰਹ ਨੂੰ ਉਹਨਾਂ ਦੇ ਮਾੜੇ ਵਿਵਹਾਰ ਕਾਰਨ ਆਪਣੀ ਚੱਲ ਅਤੇ ਅਚੱਲ ਜਾਇਦਾਦ ਤੋਂ ਬੇਦਖਲ ਕਰਦਾ ਹਾਂ। ਇਹਨਾਂ ਨਾਲ ਲੈਣ ਦੇਣ ਕਰਨ ਵਾਲਾ ਖੁਦ ਜ਼ਿੰਮੇਵਾਰ ਹੋਵੇਗਾ। ਮੈਂ ਆਪਣਾ ਨਾਮ ਬਦਲ ਕੇ ਨਵਾਂ ਨਾਮ ਰੱਖ ਲਿਆ ਹੈ। ਸਬੰਧਤ ਨੋਟ ਕਰਨ। [769, 1719, 1001, 1768]
election-notice-box [769, 772, 952, 1278]
footer-left: ਇਸ਼ਤਿਹਾਰ ਅਤੇ ਕਲਾਸੀਫਾਈਡ ਕੇਵਲ ਅਦਾਰਾ 'ਪਹਿਰੇਦਾਰ' ਦੀ ਈ-ਮੇਲ [92, 2383, 581, 2405]
filler-text: ਮੈਂ ਆਪਣੇ ਪੁੱਤਰ ਅਤੇ ਨੂੰਹ ਨੂੰ ਉਹਨਾਂ ਦੇ ਮਾੜੇ ਵਿਵਹਾਰ ਕਾਰਨ ਆਪਣੀ ਚੱਲ ਅਤੇ ਅਚੱਲ ਜਾਇਦਾਦ ਤੋਂ ਬੇਦਖਲ ਕਰਦਾ ਹਾਂ। ਇਹਨਾਂ ਨਾਲ ਲੈਣ ਦੇਣ ਕਰਨ ਵਾਲਾ ਖੁਦ ਜ਼ਿੰਮੇਵਾਰ ਹੋਵੇਗਾ। ਮੈਂ ਆਪਣਾ ਨਾਮ ਬਦਲ ਕੇ ਨਵਾਂ ਨਾਮ ਰੱਖ ਲਿਆ ਹੈ। ਸਬੰਧਤ ਨੋਟ ਕਰਨ। [1148, 725, 1500, 761]
filler-text: ਮੈਂ ਆਪਣੇ ਪੁੱਤਰ ਅਤੇ ਨੂੰਹ ਨੂੰ ਉਹਨਾਂ ਦੇ ਮਾੜੇ ਵਿਵਹਾਰ ਕਾਰਨ ਆਪਣੀ ਚੱਲ ਅਤੇ ਅਚੱਲ ਜਾਇਦਾਦ ਤੋਂ ਬੇਦਖਲ ਕਰਦਾ ਹਾਂ। ਇਹਨਾਂ ਨਾਲ ਲੈਣ ਦੇਣ ਕਰਨ ਵਾਲਾ ਖੁਦ ਜ਼ਿੰਮੇਵਾਰ ਹੋਵੇਗਾ। ਮੈਂ ਆਪਣਾ ਨਾਮ ਬਦਲ ਕੇ ਨਵਾਂ ਨਾਮ ਰੱਖ ਲਿਆ ਹੈ। ਸਬੰਧਤ ਨੋਟ ਕਰਨ। [1015, 1914, 1248, 1963]
municipal-notice-1 [1142, 44, 1506, 305]
column-middle [385, 44, 763, 2369]
filler-text: ਮੈਂ ਆਪਣੇ ਪੁੱਤਰ ਅਤੇ ਨੂੰਹ ਨੂੰ ਉਹਨਾਂ ਦੇ ਮਾੜੇ ਵਿਵਹਾਰ ਕਾਰਨ ਆਪਣੀ ਚੱਲ ਅਤੇ ਅਚੱਲ ਜਾਇਦਾਦ ਤੋਂ ਬੇਦਖਲ ਕਰਦਾ ਹਾਂ। ਇਹਨਾਂ ਨਾਲ ਲੈਣ ਦੇਣ ਕਰਨ ਵਾਲਾ ਖੁਦ ਜ਼ਿੰਮੇਵਾਰ ਹੋਵੇਗਾ। ਮੈਂ ਆਪਣਾ ਨਾਮ ਬਦਲ ਕੇ ਨਵਾਂ ਨਾਮ ਰੱਖ ਲਿਆ ਹੈ। ਸਬੰਧਤ ਨੋਟ ਕਰਨ। [385, 712, 763, 748]
notice-heading: Public Notice [922, 1285, 985, 1297]
notice-body [956, 69, 1137, 753]
filler-text: ਮੈਂ ਆਪਣੇ ਪੁੱਤਰ ਅਤੇ ਨੂੰਹ ਨੂੰ ਉਹਨਾਂ ਦੇ ਮਾੜੇ ਵਿਵਹਾਰ ਕਾਰਨ ਆਪਣੀ ਚੱਲ ਅਤੇ ਅਚੱਲ ਜਾਇਦਾਦ ਤੋਂ ਬੇਦਖਲ ਕਰਦਾ ਹਾਂ। ਇਹਨਾਂ ਨਾਲ ਲੈਣ ਦੇਣ ਕਰਨ ਵਾਲਾ ਖੁਦ ਜ਼ਿੰਮੇਵਾਰ ਹੋਵੇਗਾ। ਮੈਂ ਆਪਣਾ ਨਾਮ ਬਦਲ ਕੇ ਨਵਾਂ ਨਾਮ ਰੱਖ ਲਿਆ ਹੈ। ਸਬੰਧਤ ਨੋਟ ਕਰਨ। [385, 1137, 763, 1174]
footer-email[interactable]: rozanapehredaradvt@gmail.com [765, 2383, 1113, 2405]
filler-text: ਮੈਂ ਆਪਣੇ ਪੁੱਤਰ ਅਤੇ ਨੂੰਹ ਨੂੰ ਉਹਨਾਂ ਦੇ ਮਾੜੇ ਵਿਵਹਾਰ ਕਾਰਨ ਆਪਣੀ ਚੱਲ ਅਤੇ ਅਚੱਲ ਜਾਇਦਾਦ ਤੋਂ ਬੇਦਖਲ ਕਰਦਾ ਹਾਂ। ਇਹਨਾਂ ਨਾਲ ਲੈਣ ਦੇਣ ਕਰਨ ਵਾਲਾ ਖੁਦ ਜ਼ਿੰਮੇਵਾਰ ਹੋਵੇਗਾ। ਮੈਂ ਆਪਣਾ ਨਾਮ ਬਦਲ ਕੇ ਨਵਾਂ ਨਾਮ ਰੱਖ ਲਿਆ ਹੈ। ਸਬੰਧਤ ਨੋਟ ਕਰਨ। [959, 925, 1134, 987]
filler-text: ਮੈਂ ਆਪਣੇ ਪੁੱਤਰ ਅਤੇ ਨੂੰਹ ਨੂੰ ਉਹਨਾਂ ਦੇ ਮਾੜੇ ਵਿਵਹਾਰ ਕਾਰਨ ਆਪਣੀ ਚੱਲ ਅਤੇ ਅਚੱਲ ਜਾਇਦਾਦ ਤੋਂ ਬੇਦਖਲ ਕਰਦਾ ਹਾਂ। ਇਹਨਾਂ ਨਾਲ ਲੈਣ ਦੇਣ ਕਰਨ ਵਾਲਾ ਖੁਦ ਜ਼ਿੰਮੇਵਾਰ ਹੋਵੇਗਾ। ਮੈਂ ਆਪਣਾ ਨਾਮ ਬਦਲ ਕੇ ਨਵਾਂ ਨਾਮ ਰੱਖ ਲਿਆ ਹੈ। ਸਬੰਧਤ ਨੋਟ ਕਰਨ। [1148, 513, 1500, 549]
filler-text: ਮੈਂ ਆਪਣੇ ਪੁੱਤਰ ਅਤੇ ਨੂੰਹ ਨੂੰ ਉਹਨਾਂ ਦੇ ਮਾੜੇ ਵਿਵਹਾਰ ਕਾਰਨ ਆਪਣੀ ਚੱਲ ਅਤੇ ਅਚੱਲ ਜਾਇਦਾਦ ਤੋਂ ਬੇਦਖਲ ਕਰਦਾ ਹਾਂ। ਇਹਨਾਂ ਨਾਲ ਲੈਣ ਦੇਣ ਕਰਨ ਵਾਲਾ ਖੁਦ ਜ਼ਿੰਮੇਵਾਰ ਹੋਵੇਗਾ। ਮੈਂ ਆਪਣਾ ਨਾਮ ਬਦਲ ਕੇ ਨਵਾਂ ਨਾਮ ਰੱਖ ਲਿਆ ਹੈ। ਸਬੰਧਤ ਨੋਟ ਕਰਨ। [6, 366, 377, 402]
notice-heading: Public Notice [1292, 584, 1356, 596]
masthead-logo: ਹੱਕ ਸੱਚ ਦਾ ਪਹਿਰੇਦਾਰ [1304, 4, 1503, 32]
filler-text: ਮੈਂ ਆਪਣੇ ਪੁੱਤਰ ਅਤੇ ਨੂੰਹ ਨੂੰ ਉਹਨਾਂ ਦੇ ਮਾੜੇ ਵਿਵਹਾਰ ਕਾਰਨ ਆਪਣੀ ਚੱਲ ਅਤੇ ਅਚੱਲ ਜਾਇਦਾਦ ਤੋਂ ਬੇਦਖਲ ਕਰਦਾ ਹਾਂ। ਇਹਨਾਂ ਨਾਲ ਲੈਣ ਦੇਣ ਕਰਨ ਵਾਲਾ ਖੁਦ ਜ਼ਿੰਮੇਵਾਰ ਹੋਵੇਗਾ। ਮੈਂ ਆਪਣਾ ਨਾਮ ਬਦਲ ਕੇ ਨਵਾਂ ਨਾਮ ਰੱਖ ਲਿਆ ਹੈ। ਸਬੰਧਤ ਨੋਟ ਕਰਨ। [1148, 118, 1500, 154]
filler-text: ਮੈਂ ਆਪਣੇ ਪੁੱਤਰ ਅਤੇ ਨੂੰਹ ਨੂੰ ਉਹਨਾਂ ਦੇ ਮਾੜੇ ਵਿਵਹਾਰ ਕਾਰਨ ਆਪਣੀ ਚੱਲ ਅਤੇ ਅਚੱਲ ਜਾਇਦਾਦ ਤੋਂ ਬੇਦਖਲ ਕਰਦਾ ਹਾਂ। ਇਹਨਾਂ ਨਾਲ ਲੈਣ ਦੇਣ ਕਰਨ ਵਾਲਾ ਖੁਦ ਜ਼ਿੰਮੇਵਾਰ ਹੋਵੇਗਾ। ਮੈਂ ਆਪਣਾ ਨਾਮ ਬਦਲ ਕੇ ਨਵਾਂ ਨਾਮ ਰੱਖ ਲਿਆ ਹੈ। ਸਬੰਧਤ ਨੋਟ ਕਰਨ। [773, 479, 948, 541]
filler-text: ਮੈਂ ਆਪਣੇ ਪੁੱਤਰ ਅਤੇ ਨੂੰਹ ਨੂੰ ਉਹਨਾਂ ਦੇ ਮਾੜੇ ਵਿਵਹਾਰ ਕਾਰਨ ਆਪਣੀ ਚੱਲ ਅਤੇ ਅਚੱਲ ਜਾਇਦਾਦ ਤੋਂ ਬੇਦਖਲ ਕਰਦਾ ਹਾਂ। ਇਹਨਾਂ ਨਾਲ ਲੈਣ ਦੇਣ ਕਰਨ ਵਾਲਾ ਖੁਦ ਜ਼ਿੰਮੇਵਾਰ ਹੋਵੇਗਾ। ਮੈਂ ਆਪਣਾ ਨਾਮ ਬਦਲ ਕੇ ਨਵਾਂ ਨਾਮ ਰੱਖ ਲਿਆ ਹੈ। ਸਬੰਧਤ ਨੋਟ ਕਰਨ। [385, 882, 763, 918]
filler-text: ਮੈਂ ਆਪਣੇ ਪੁੱਤਰ ਅਤੇ ਨੂੰਹ ਨੂੰ ਉਹਨਾਂ ਦੇ ਮਾੜੇ ਵਿਵਹਾਰ ਕਾਰਨ ਆਪਣੀ ਚੱਲ ਅਤੇ ਅਚੱਲ ਜਾਇਦਾਦ ਤੋਂ ਬੇਦਖਲ ਕਰਦਾ ਹਾਂ। ਇਹਨਾਂ ਨਾਲ ਲੈਣ ਦੇਣ ਕਰਨ ਵਾਲਾ ਖੁਦ ਜ਼ਿੰਮੇਵਾਰ ਹੋਵੇਗਾ। ਮੈਂ ਆਪਣਾ ਨਾਮ ਬਦਲ ਕੇ ਨਵਾਂ ਨਾਮ ਰੱਖ ਲਿਆ ਹੈ। ਸਬੰਧਤ ਨੋਟ ਕਰਨ। [769, 1829, 1001, 1878]
filler-text: ਮੈਂ ਆਪਣੇ ਪੁੱਤਰ ਅਤੇ ਨੂੰਹ ਨੂੰ ਉਹਨਾਂ ਦੇ ਮਾੜੇ ਵਿਵਹਾਰ ਕਾਰਨ ਆਪਣੀ ਚੱਲ ਅਤੇ ਅਚੱਲ ਜਾਇਦਾਦ ਤੋਂ ਬੇਦਖਲ ਕਰਦਾ ਹਾਂ। ਇਹਨਾਂ ਨਾਲ ਲੈਣ ਦੇਣ ਕਰਨ ਵਾਲਾ ਖੁਦ ਜ਼ਿੰਮੇਵਾਰ ਹੋਵੇਗਾ। ਮੈਂ ਆਪਣਾ ਨਾਮ ਬਦਲ ਕੇ ਨਵਾਂ ਨਾਮ ਰੱਖ ਲਿਆ ਹੈ। ਸਬੰਧਤ ਨੋਟ ਕਰਨ। [1148, 640, 1500, 676]
filler-text: ਮੈਂ ਆਪਣੇ ਪੁੱਤਰ ਅਤੇ ਨੂੰਹ ਨੂੰ ਉਹਨਾਂ ਦੇ ਮਾੜੇ ਵਿਵਹਾਰ ਕਾਰਨ ਆਪਣੀ ਚੱਲ ਅਤੇ ਅਚੱਲ ਜਾਇਦਾਦ ਤੋਂ ਬੇਦਖਲ ਕਰਦਾ ਹਾਂ। ਇਹਨਾਂ ਨਾਲ ਲੈਣ ਦੇਣ ਕਰਨ ਵਾਲਾ ਖੁਦ ਜ਼ਿੰਮੇਵਾਰ ਹੋਵੇਗਾ। ਮੈਂ ਆਪਣਾ ਨਾਮ ਬਦਲ ਕੇ ਨਵਾਂ ਨਾਮ ਰੱਖ ਲਿਆ ਹੈ। ਸਬੰਧਤ ਨੋਟ ਕਰਨ। [6, 323, 377, 359]
notice-body [1148, 385, 1500, 550]
ref-date: ਮਿਤੀ 26-12-2024 [1418, 357, 1500, 368]
filler-text: ਮੈਂ ਆਪਣੇ ਪੁੱਤਰ ਅਤੇ ਨੂੰਹ ਨੂੰ ਉਹਨਾਂ ਦੇ ਮਾੜੇ ਵਿਵਹਾਰ ਕਾਰਨ ਆਪਣੀ ਚੱਲ ਅਤੇ ਅਚੱਲ ਜਾਇਦਾਦ ਤੋਂ ਬੇਦਖਲ ਕਰਦਾ ਹਾਂ। ਇਹਨਾਂ ਨਾਲ ਲੈਣ ਦੇਣ ਕਰਨ ਵਾਲਾ ਖੁਦ ਜ਼ਿੰਮੇਵਾਰ ਹੋਵੇਗਾ। ਮੈਂ ਆਪਣਾ ਨਾਮ ਬਦਲ ਕੇ ਨਵਾਂ ਨਾਮ ਰੱਖ ਲਿਆ ਹੈ। ਸਬੰਧਤ ਨੋਟ ਕਰਨ। [6, 962, 377, 998]
filler-text: ਮੈਂ ਆਪਣੇ ਪੁੱਤਰ ਅਤੇ ਨੂੰਹ ਨੂੰ ਉਹਨਾਂ ਦੇ ਮਾੜੇ ਵਿਵਹਾਰ ਕਾਰਨ ਆਪਣੀ ਚੱਲ ਅਤੇ ਅਚੱਲ ਜਾਇਦਾਦ ਤੋਂ ਬੇਦਖਲ ਕਰਦਾ ਹਾਂ। ਇਹਨਾਂ ਨਾਲ ਲੈਣ ਦੇਣ ਕਰਨ ਵਾਲਾ ਖੁਦ ਜ਼ਿੰਮੇਵਾਰ ਹੋਵੇਗਾ। ਮੈਂ ਆਪਣਾ ਨਾਮ ਬਦਲ ਕੇ ਨਵਾਂ ਨਾਮ ਰੱਖ ਲਿਆ ਹੈ। ਸਬੰਧਤ ਨੋਟ ਕਰਨ। [773, 1387, 1134, 1423]
filler-text: ਮੈਂ ਆਪਣੇ ਪੁੱਤਰ ਅਤੇ ਨੂੰਹ ਨੂੰ ਉਹਨਾਂ ਦੇ ਮਾੜੇ ਵਿਵਹਾਰ ਕਾਰਨ ਆਪਣੀ ਚੱਲ ਅਤੇ ਅਚੱਲ ਜਾਇਦਾਦ ਤੋਂ ਬੇਦਖਲ ਕਰਦਾ ਹਾਂ। ਇਹਨਾਂ ਨਾਲ ਲੈਣ ਦੇਣ ਕਰਨ ਵਾਲਾ ਖੁਦ ਜ਼ਿੰਮੇਵਾਰ ਹੋਵੇਗਾ। ਮੈਂ ਆਪਣਾ ਨਾਮ ਬਦਲ ਕੇ ਨਵਾਂ ਨਾਮ ਰੱਖ ਲਿਆ ਹੈ। ਸਬੰਧਤ ਨੋਟ ਕਰਨ। [773, 683, 948, 744]
filler-text: ਮੈਂ ਆਪਣੇ ਪੁੱਤਰ ਅਤੇ ਨੂੰਹ ਨੂੰ ਉਹਨਾਂ ਦੇ ਮਾੜੇ ਵਿਵਹਾਰ ਕਾਰਨ ਆਪਣੀ ਚੱਲ ਅਤੇ ਅਚੱਲ ਜਾਇਦਾਦ ਤੋਂ ਬੇਦਖਲ ਕਰਦਾ ਹਾਂ। ਇਹਨਾਂ ਨਾਲ ਲੈਣ ਦੇਣ ਕਰਨ ਵਾਲਾ ਖੁਦ ਜ਼ਿੰਮੇਵਾਰ ਹੋਵੇਗਾ। ਮੈਂ ਆਪਣਾ ਨਾਮ ਬਦਲ ਕੇ ਨਵਾਂ ਨਾਮ ਰੱਖ ਲਿਆ ਹੈ। ਸਬੰਧਤ ਨੋਟ ਕਰਨ। [385, 669, 763, 705]
filler-text: ਮੈਂ ਆਪਣੇ ਪੁੱਤਰ ਅਤੇ ਨੂੰਹ ਨੂੰ ਉਹਨਾਂ ਦੇ ਮਾੜੇ ਵਿਵਹਾਰ ਕਾਰਨ ਆਪਣੀ ਚੱਲ ਅਤੇ ਅਚੱਲ ਜਾਇਦਾਦ ਤੋਂ ਬੇਦਖਲ ਕਰਦਾ ਹਾਂ। ਇਹਨਾਂ ਨਾਲ ਲੈਣ ਦੇਣ ਕਰਨ ਵਾਲਾ ਖੁਦ ਜ਼ਿੰਮੇਵਾਰ ਹੋਵੇਗਾ। ਮੈਂ ਆਪਣਾ ਨਾਮ ਬਦਲ ਕੇ ਨਵਾਂ ਨਾਮ ਰੱਖ ਲਿਆ ਹੈ। ਸਬੰਧਤ ਨੋਟ ਕਰਨ। [1148, 246, 1500, 282]
filler-text: ਮੈਂ ਆਪਣੇ ਪੁੱਤਰ ਅਤੇ ਨੂੰਹ ਨੂੰ ਉਹਨਾਂ ਦੇ ਮਾੜੇ ਵਿਵਹਾਰ ਕਾਰਨ ਆਪਣੀ ਚੱਲ ਅਤੇ ਅਚੱਲ ਜਾਇਦਾਦ ਤੋਂ ਬੇਦਖਲ ਕਰਦਾ ਹਾਂ। ਇਹਨਾਂ ਨਾਲ ਲੈਣ ਦੇਣ ਕਰਨ ਵਾਲਾ ਖੁਦ ਜ਼ਿੰਮੇਵਾਰ ਹੋਵੇਗਾ। ਮੈਂ ਆਪਣਾ ਨਾਮ ਬਦਲ ਕੇ ਨਵਾਂ ਨਾਮ ਰੱਖ ਲਿਆ ਹੈ। ਸਬੰਧਤ ਨੋਟ ਕਰਨ। [385, 414, 763, 450]
ad-note-tag: ਇਸ਼ਤਿਹਾਰਾਂ ਸਬੰਧੀ ਜ਼ਰੂਰੀ ਬੇਨਤੀ [1142, 779, 1506, 798]
filler-text: ਮੈਂ ਆਪਣੇ ਪੁੱਤਰ ਅਤੇ ਨੂੰਹ ਨੂੰ ਉਹਨਾਂ ਦੇ ਮਾੜੇ ਵਿਵਹਾਰ ਕਾਰਨ ਆਪਣੀ ਚੱਲ ਅਤੇ ਅਚੱਲ ਜਾਇਦਾਦ ਤੋਂ ਬੇਦਖਲ ਕਰਦਾ ਹਾਂ। ਇਹਨਾਂ ਨਾਲ ਲੈਣ ਦੇਣ ਕਰਨ ਵਾਲਾ ਖੁਦ ਜ਼ਿੰਮੇਵਾਰ ਹੋਵੇਗਾ। ਮੈਂ ਆਪਣਾ ਨਾਮ ਬਦਲ ਕੇ ਨਵਾਂ ਨਾਮ ਰੱਖ ਲਿਆ ਹੈ। ਸਬੰਧਤ ਨੋਟ ਕਰਨ। [769, 1664, 1248, 1963]
notice-body [1148, 117, 1500, 283]
signature: ਕਾਰਜ ਸਾਧਕ ਅਫਸਰ, ਨਗਰ ਕੌਂਸਲ ਪੱਟੀ [1358, 288, 1500, 299]
name-change-notices [6, 195, 377, 1041]
bank-title: ਪਹਿਰੇਦਾਰ ਦਾ ਬੈਂਕ ਖਾਤਾ... [6, 44, 377, 68]
